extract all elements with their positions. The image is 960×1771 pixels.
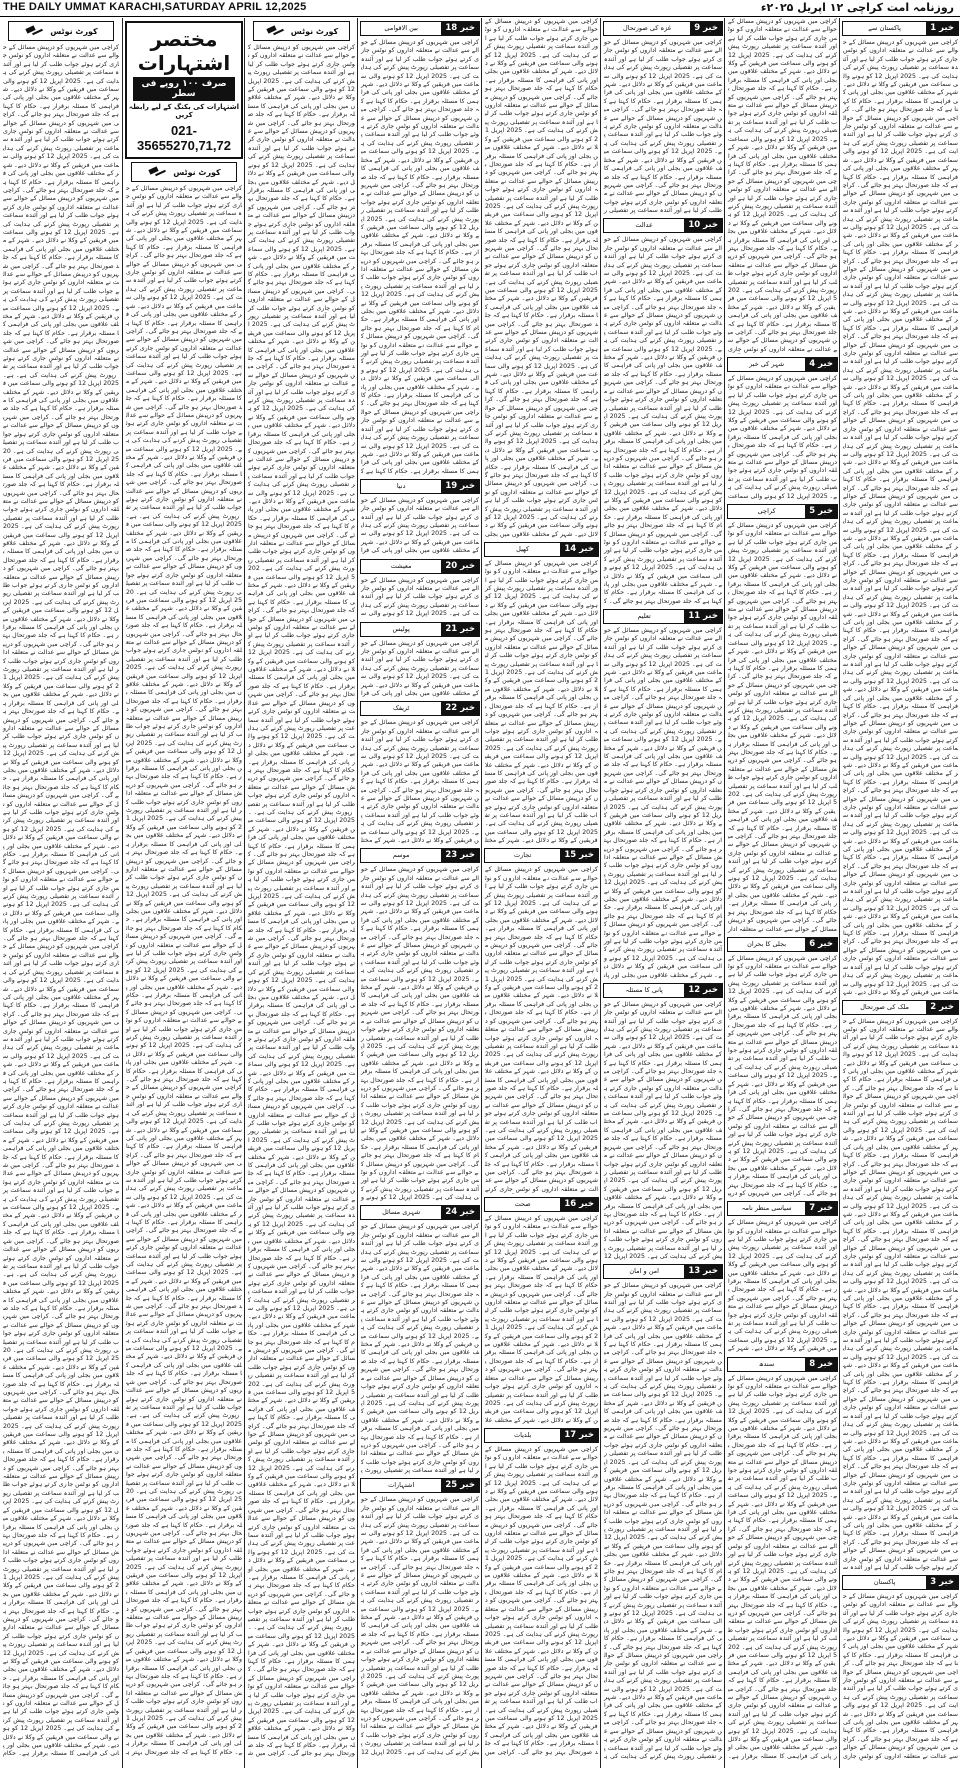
masthead-urdu-title: روزنامہ امت کراچی ۱۲ اپریل ۲۰۲۵ء (760, 1, 954, 14)
section-header-14: خبر 14 کھیل (484, 542, 599, 557)
article-11-text: کراچی میں شہریوں کو درپیش مسائل کے حوالے سے عدالت نے متعلقہ اداروں کو نوٹس جاری کرتے ہوئے جواب طلب کر لیا ہے اور آئندہ سماعت پر تفصیلی رپورٹ پیش کرنے کی ہدایت کی ہے۔ 2025 اپریل 12 کو ہونے والی سماعت میں فریقین کے وکلا نے دلائل دیے۔ شہر کے مختلف علاقوں میں بجلی اور پانی کی فراہمی کا مسئلہ برقرار ہے۔ حکام کا کہنا ہے کہ جلد صورتحال بہتر ہو جائے گی۔ کراچی میں شہریوں کو درپیش مسائل کے حوالے سے عدالت نے متعلقہ اداروں کو نوٹس جاری کرتے ہوئے جواب طلب کر لیا ہے اور آئندہ سماعت پر تفصیلی رپورٹ پیش کرنے کی ہدایت کی ہے۔ 2025 اپریل 12 کو ہونے والی سماعت میں فریقین کے وکلا نے دلائل دیے۔ شہر کے مختلف علاقوں میں بجلی اور پانی کی فراہمی کا مسئلہ برقرار ہے۔ حکام کا کہنا ہے کہ جلد صورتحال بہتر ہو جائے گی۔ کراچی میں شہریوں کو درپیش مسائل کے حوالے سے عدالت نے متعلقہ اداروں کو نوٹس جاری کرتے ہوئے جواب طلب کر لیا ہے اور آئندہ سماعت پر تفصیلی رپورٹ پیش کرنے کی ہدایت کی ہے۔ 2025 اپریل 12 کو ہونے والی سماعت میں فریقین کے وکلا نے دلائل دیے۔ شہر کے مختلف علاقوں میں بجلی اور پانی کی فراہمی کا مسئلہ برقرار ہے۔ حکام کا کہنا ہے کہ جلد صورتحال بہتر ہو جائے گی۔ کراچی میں شہریوں کو درپیش مسائل کے حوالے سے عدالت نے متعلقہ اداروں کو نوٹس جاری کرتے ہوئے جواب طلب کر لیا ہے اور آئندہ سماعت پر تفصیلی رپورٹ پیش کرنے کی ہدایت کی ہے۔ 2025 اپریل 12 کو ہونے والی سماعت میں فریقین کے وکلا نے دلائل دیے۔ شہر کے مختلف علاقوں میں بجلی اور پانی کی فراہمی کا مسئلہ برقرار ہے۔ حکام کا کہنا ہے کہ جلد صورتحال بہتر ہو جائے گی۔ کراچی میں شہریوں کو درپیش مسائل کے حوالے سے عدالت نے متعلقہ اداروں کو نوٹس جاری کرتے ہوئے جواب طلب کر لیا ہے اور آئندہ سماعت پر تفصیلی رپورٹ پیش کرنے کی ہدایت کی ہے۔ 2025 اپریل 12 کو ہونے والی سماعت میں فریقین کے وکلا نے دلائل دیے۔ شہر کے مختلف علاقوں میں بجلی اور پان (603, 626, 722, 979)
court-notice-header: کورٹ نوٹس (8, 21, 114, 41)
section-header-21: خبر 21 پولیس (360, 622, 480, 637)
news-column-e (481, 18, 601, 1768)
news-column-d (357, 18, 482, 1768)
article-23-text: کراچی میں شہریوں کو درپیش مسائل کے حوالے سے عدالت نے متعلقہ اداروں کو نوٹس جاری کرتے ہوئے جواب طلب کر لیا ہے اور آئندہ سماعت پر تفصیلی رپورٹ پیش کرنے کی ہدایت کی ہے۔ 2025 اپریل 12 کو ہونے والی سماعت میں فریقین کے وکلا نے دلائل دیے۔ شہر کے مختلف علاقوں میں بجلی اور پانی کی فراہمی کا مسئلہ برقرار ہے۔ حکام کا کہنا ہے کہ جلد صورتحال بہتر ہو جائے گی۔ کراچی میں شہریوں کو درپیش مسائل کے حوالے سے عدالت نے متعلقہ اداروں کو نوٹس جاری کرتے ہوئے جواب طلب کر لیا ہے اور آئندہ سماعت پر تفصیلی رپورٹ پیش کرنے کی ہدایت کی ہے۔ 2025 اپریل 12 کو ہونے والی سماعت میں فریقین کے وکلا نے دلائل دیے۔ شہر کے مختلف علاقوں میں بجلی اور پانی کی فراہمی کا مسئلہ برقرار ہے۔ حکام کا کہنا ہے کہ جلد صورتحال بہتر ہو جائے گی۔ کراچی میں شہریوں کو درپیش مسائل کے حوالے سے عدالت نے متعلقہ اداروں کو نوٹس جاری کرتے ہوئے جواب طلب کر لیا ہے اور آئندہ سماعت پر تفصیلی رپورٹ پیش کرنے کی ہدایت کی ہے۔ 2025 اپریل 12 کو ہونے والی سماعت میں فریقین کے وکلا نے دلائل دیے۔ شہر کے مختلف علاقوں میں بجلی اور پانی کی فراہمی کا مسئلہ برقرار ہے۔ حکام کا کہنا ہے کہ جلد صورتحال بہتر ہو جائے گی۔ کراچی میں شہریوں کو درپیش مسائل کے حوالے سے عدالت نے متعلقہ اداروں کو نوٹس جاری کرتے ہوئے جواب طلب کر لیا ہے اور آئندہ سماعت پر تفصیلی رپورٹ پیش کرنے کی ہدایت کی ہے۔ 2025 اپریل 12 کو ہونے والی سماعت میں فریقین کے وکلا نے دلائل دیے۔ شہر کے مختلف علاقوں میں بجلی اور پانی کی فراہمی کا مسئلہ برقرار ہے۔ حکام کا کہنا ہے کہ جلد صورتحال بہتر ہو جائے گی۔ کراچی میں شہریوں کو درپیش مسائل کے حوالے سے عدالت نے متعلقہ اداروں کو نوٹس جاری کرتے ہوئے جواب طلب کر لیا ہے اور آئندہ سماعت پر تفصیلی رپورٹ پیش کرنے کی ہدایت کی ہے۔ 2025 اپریل 12 کو ہونے و (360, 866, 479, 1202)
article-15-text: کراچی میں شہریوں کو درپیش مسائل کے حوالے سے عدالت نے متعلقہ اداروں کو نوٹس جاری کرتے ہوئے جواب طلب کر لیا ہے اور آئندہ سماعت پر تفصیلی رپورٹ پیش کرنے کی ہدایت کی ہے۔ 2025 اپریل 12 کو ہونے والی سماعت میں فریقین کے وکلا نے دلائل دیے۔ شہر کے مختلف علاقوں میں بجلی اور پانی کی فراہمی کا مسئلہ برقرار ہے۔ حکام کا کہنا ہے کہ جلد صورتحال بہتر ہو جائے گی۔ کراچی میں شہریوں کو درپیش مسائل کے حوالے سے عدالت نے متعلقہ اداروں کو نوٹس جاری کرتے ہوئے جواب طلب کر لیا ہے اور آئندہ سماعت پر تفصیلی رپورٹ پیش کرنے کی ہدایت کی ہے۔ 2025 اپریل 12 کو ہونے والی سماعت میں فریقین کے وکلا نے دلائل دیے۔ شہر کے مختلف علاقوں میں بجلی اور پانی کی فراہمی کا مسئلہ برقرار ہے۔ حکام کا کہنا ہے کہ جلد صورتحال بہتر ہو جائے گی۔ کراچی میں شہریوں کو درپیش مسائل کے حوالے سے عدالت نے متعلقہ اداروں کو نوٹس جاری کرتے ہوئے جواب طلب کر لیا ہے اور آئندہ سماعت پر تفصیلی رپورٹ پیش کرنے کی ہدایت کی ہے۔ 2025 اپریل 12 کو ہونے والی سماعت میں فریقین کے وکلا نے دلائل دیے۔ شہر کے مختلف علاقوں میں بجلی اور پانی کی فراہمی کا مسئلہ برقرار ہے۔ حکام کا کہنا ہے کہ جلد صورتحال بہتر ہو جائے گی۔ کراچی میں شہریوں کو درپیش مسائل کے حوالے سے عدالت نے متعلقہ اداروں کو نوٹس جاری کرتے ہوئے جواب طلب کر لیا ہے اور آئندہ سماعت پر تفصیلی رپورٹ پیش کرنے کی ہدایت کی ہے۔ 2025 اپریل 12 کو ہونے والی سماعت میں فریقین کے وکلا نے دلائل دیے۔ شہر کے مختلف علاقوں میں بجلی اور پانی کی فراہمی کا مسئلہ برقرار ہے۔ حکام کا کہنا ہے کہ جلد صورتحال بہتر ہو جائے گی۔ کراچی میں شہریوں کو درپیش مسائل کے حوالے سے عدالت نے متعلقہ اداروں کو نوٹس جاری کرتے (485, 866, 599, 1193)
article-13-text: کراچی میں شہریوں کو درپیش مسائل کے حوالے سے عدالت نے متعلقہ اداروں کو نوٹس جاری کرتے ہوئے جواب طلب کر لیا ہے اور آئندہ سماعت پر تفصیلی رپورٹ پیش کرنے کی ہدایت کی ہے۔ 2025 اپریل 12 کو ہونے والی سماعت میں فریقین کے وکلا نے دلائل دیے۔ شہر کے مختلف علاقوں میں بجلی اور پانی کی فراہمی کا مسئلہ برقرار ہے۔ حکام کا کہنا ہے کہ جلد صورتحال بہتر ہو جائے گی۔ کراچی میں شہریوں کو درپیش مسائل کے حوالے سے عدالت نے متعلقہ اداروں کو نوٹس جاری کرتے ہوئے جواب طلب کر لیا ہے اور آئندہ سماعت پر تفصیلی رپورٹ پیش کرنے کی ہدایت کی ہے۔ 2025 اپریل 12 کو ہونے والی سماعت میں فریقین کے وکلا نے دلائل دیے۔ شہر کے مختلف علاقوں میں بجلی اور پانی کی فراہمی کا مسئلہ برقرار ہے۔ حکام کا کہنا ہے کہ جلد صورتحال بہتر ہو جائے گی۔ کراچی میں شہریوں کو درپیش مسائل کے حوالے سے عدالت نے متعلقہ اداروں کو نوٹس جاری کرتے ہوئے جواب طلب کر لیا ہے اور آئندہ سماعت پر تفصیلی رپورٹ پیش کرنے کی ہدایت کی ہے۔ 2025 اپریل 12 کو ہونے والی سماعت میں فریقین کے وکلا نے دلائل دیے۔ شہر کے مختلف علاقوں میں بجلی اور پانی کی فراہمی کا مسئلہ برقرار ہے۔ حکام کا کہنا ہے کہ جلد صورتحال بہتر ہو جائے گی۔ کراچی میں شہریوں کو درپیش مسائل کے حوالے سے عدالت نے متعلقہ اداروں کو نوٹس جاری کرتے ہوئے جواب طلب کر لیا ہے اور آئندہ سماعت پر تفصیلی رپورٹ پیش کرنے کی ہدایت کی ہے۔ 2025 اپریل 12 کو ہونے والی سماعت میں فریقین کے وکلا نے دلائل دیے۔ شہر کے مختلف علاقوں میں بجلی اور پانی کی فراہمی کا مسئلہ برقرار ہے۔ حکام کا کہنا ہے کہ جلد صورتحال بہتر ہو جائے گی۔ کراچی میں شہریوں کو درپیش مسائل کے حوالے سے عدالت نے متعلقہ اداروں کو نوٹس جاری کرتے ہوئے جواب طلب کر لیا ہے اور آئندہ سماعت پر تفصیلی رپورٹ پیش کرنے کی ہدایت کی ہے۔ 2025 اپریل 12 کو ہونے والی سماعت میں فریقین کے وکلا نے دلائل دیے۔ شہر کے مختلف علاقوں میں بجلی اور پانی کی فراہمی کا مسئلہ برقرار ہے۔ حکام کا کہنا ہے کہ جلد صورتحال بہتر ہو جائے گی۔ کراچی میں شہریوں کو درپیش مسائل کے حوالے سے عدالت نے متعلقہ اداروں کو نوٹس جاری کرتے ہوئے جواب طلب کر لیا ہے اور آئندہ سماعت پر تفصیلی رپورٹ پیش کرنے کی ہدایت کی ہے۔ 2025 اپریل 12 کو ہونے والی سماعت میں فریقین کے وکلا نے دلائل دیے۔ شہر کے مختلف علاقوں میں بجلی اور پانی کی فراہمی کا مسئلہ برقرار ہے۔ حکام کا کہنا ہے کہ جلد صورتحال بہتر ہو جائے گی۔ کراچی میں شہریوں کو درپیش مسائل کے حوالے سے عدالت نے متعلقہ اداروں کو نوٹس جاری کرتے ہوئے جواب طلب کر لیا ہے اور آئندہ سماعت پر تفصیلی رپورٹ پیش کرنے کی ہدایت کی ہ (603, 1282, 722, 1760)
classifieds-column-left (0, 18, 122, 1768)
court-notices-text-3: کراچی میں شہریوں کو درپیش مسائل کے حوالے سے عدالت نے متعلقہ اداروں کو نوٹس جاری کرتے ہوئے جواب طلب کر لیا ہے اور آئندہ سماعت پر تفصیلی رپورٹ پیش کرنے کی ہدایت کی ہے۔ 2025 اپریل 12 کو ہونے والی سماعت میں فریقین کے وکلا نے دلائل دیے۔ شہر کے مختلف علاقوں میں بجلی اور پانی کی فراہمی کا مسئلہ برقرار ہے۔ حکام کا کہنا ہے کہ جلد صورتحال بہتر ہو جائے گی۔ کراچی میں شہریوں کو درپیش مسائل کے حوالے سے عدالت نے متعلقہ اداروں کو نوٹس جاری کرتے ہوئے جواب طلب کر لیا ہے اور آئندہ سماعت پر تفصیلی رپورٹ پیش کرنے کی ہدایت کی ہے۔ 2025 اپریل 12 کو ہونے والی سماعت میں فریقین کے وکلا نے دلائل دیے۔ شہر کے مختلف علاقوں میں بجلی اور پانی کی فراہمی کا مسئلہ برقرار ہے۔ حکام کا کہنا ہے کہ جلد صورتحال بہتر ہو جائے گی۔ کراچی میں شہریوں کو درپیش مسائل کے حوالے سے عدالت نے متعلقہ اداروں کو نوٹس جاری کرتے ہوئے جواب طلب کر لیا ہے اور آئندہ سماعت پر تفصیلی رپورٹ پیش کرنے کی ہدایت کی ہے۔ 2025 اپریل 12 کو ہونے والی سماعت میں فریقین کے وکلا نے دلائل دیے۔ شہر کے مختلف علاقوں میں بجلی اور پانی کی فراہمی کا مسئلہ برقرار ہے۔ حکام کا کہنا ہے کہ جلد صورتحال بہتر ہو جائے گی۔ کراچی میں شہریوں کو درپیش مسائل کے حوالے سے عدالت نے متعلقہ اداروں کو نوٹس جاری کرتے ہوئے جواب طلب کر لیا ہے اور آئندہ سماعت پر تفصیلی رپورٹ پیش کرنے کی ہدایت کی ہے۔ 2025 اپریل 12 کو ہونے والی سماعت میں فریقین کے وکلا نے دلائل دیے۔ شہر کے مختلف علاقوں میں بجلی اور پانی کی فراہمی کا مسئلہ برقرار ہے۔ حکام کا کہنا ہے کہ جلد صورتحال بہتر ہو جائے گی۔ کراچی میں شہریوں کو درپیش مسائل کے حوالے سے عدالت نے متعلقہ اداروں کو نوٹس جاری کرتے ہوئے جواب طلب کر لیا ہے اور آئندہ سماعت پر تفصیلی رپورٹ پیش کرنے کی ہدایت کی ہے۔ 2025 اپریل 12 کو ہونے والی سماعت میں فریقین کے وکلا نے دلائل دیے۔ شہر کے مختلف علاقوں میں بجلی اور پانی کی فراہمی کا مسئلہ برقرار ہے۔ حکام کا کہنا ہے کہ جلد صورتحال بہتر ہو جائے گی۔ کراچی میں شہریوں کو درپیش مسائل کے حوالے سے عدالت نے متعلقہ اداروں کو نوٹس جاری کرتے ہوئے جواب طلب کر لیا ہے اور آئندہ سماعت پر تفصیلی رپورٹ پیش کرنے کی ہدایت کی ہے۔ 2025 اپریل 12 کو ہونے والی سماعت میں فریقین کے وکلا نے دلائل دیے۔ شہر کے مختلف علاقوں میں بجلی اور پانی کی فراہمی کا مسئلہ برقرار ہے۔ حکام کا کہنا ہے کہ جلد صورتحال بہتر ہو جائے گی۔ کراچی میں شہریوں کو درپیش مسائل کے حوالے سے عدالت نے متعلقہ اداروں کو نوٹس جاری کرتے ہوئے جواب طلب کر لیا ہے اور آئندہ سماعت پر تفصیلی رپورٹ پیش کرنے کی ہدایت کی ہے۔ 2025 اپریل 12 کو ہونے والی سماعت میں فریقین کے وکلا نے دلائل دیے۔ شہر کے مختلف علاقوں میں بجلی اور پانی کی فراہمی کا مسئلہ برقرار ہے۔ حکام کا کہنا ہے کہ جلد صورتحال بہتر ہو جائے گی۔ کراچی میں شہریوں کو درپیش مسائل کے حوالے سے عدالت نے متعلقہ اداروں کو نوٹس جاری کرتے ہوئے جواب طلب کر لیا ہے اور آئندہ سماعت پر تفصیلی رپورٹ پیش کرنے کی ہدایت کی ہے۔ 2025 اپریل 12 کو ہونے والی سماعت میں فریقین کے وکلا نے دلائل دیے۔ شہر کے مختلف علاقوں میں بجلی اور پانی کی فراہمی کا مسئلہ برقرار ہے۔ حکام کا کہنا ہے کہ جلد صورتحال بہتر ہو جائے گی۔ کراچی میں شہریوں کو درپیش مسائل کے حوالے سے عدالت نے متعلقہ اداروں کو نوٹس جاری کرتے ہوئے جواب طلب کر لیا ہے اور آئندہ سماعت پر تفصیلی رپورٹ پیش کرنے کی ہدایت کی ہے۔ 2025 اپریل 12 کو ہونے والی سماعت میں فریقین کے وکلا نے دلائل دیے۔ شہر کے مختلف علاقوں میں بجلی اور پانی کی فراہمی کا مسئلہ برقرار ہے۔ حکام کا کہنا ہے کہ جلد صورتحال بہتر ہو جائے گی۔ کراچی میں شہریوں کو درپیش مسائل کے حوالے سے عدالت نے متعلقہ اداروں کو نوٹس جاری کرتے ہوئے جواب طلب کر لیا ہے اور آئندہ سماعت پر تفصیلی رپورٹ پیش کرنے کی ہدایت کی ہے۔ 2025 اپریل 12 کو ہونے والی سماعت میں فریقین کے وکلا نے دلائل دیے۔ شہر کے مختلف علاقوں میں بجلی اور پانی کی فراہمی کا مسئلہ برقرار ہے۔ حکام کا کہنا ہے کہ جلد صورتحال بہتر ہو جائے گی۔ کراچی میں شہریوں کو درپیش مسائل کے حوالے سے عدالت نے متعلقہ اداروں کو نوٹس جاری کرتے ہوئے جواب طلب کر لیا ہے اور آئندہ سماعت پر تفصیلی رپورٹ پیش کرنے کی ہدایت کی ہے۔ 2025 اپریل 12 کو ہونے والی سماعت میں فریقین کے وکلا نے دلائل دیے۔ شہر کے مختلف علاقوں میں بجلی اور پانی کی فراہمی کا مسئلہ برقرار ہے۔ حکام کا کہنا ہے کہ جلد صورتحال بہتر ہو جائے گی۔ کراچی میں شہریوں کو درپیش مسائل کے حوالے سے عدالت نے متعلقہ اداروں کو نوٹس جاری کرتے ہوئے جواب طلب کر لیا ہے اور آئندہ سماعت پر تفصیلی رپورٹ پیش کرنے کی ہدایت کی ہے۔ 2025 اپریل 12 کو ہونے والی سماعت میں فریقین کے وکلا نے دلائل دیے۔ شہر کے مختلف علاقوں میں بجلی اور پانی کی فراہمی کا مسئلہ برقرار ہے۔ حکام کا کہنا ہے کہ جلد صورتحال بہتر ہو جائے گی۔ کراچی میں شہریوں کو درپیش مسائل کے حوالے سے عدالت نے متعلقہ اداروں کو نوٹس جاری کرتے ہوئے جواب طلب کر لیا ہے اور آئندہ سماعت پر تفصیلی رپورٹ پیش کرنے کی ہدایت کی ہے۔ 2025 اپریل 12 کو ہونے والی سماعت میں فریقین کے وکلا نے دلائل دیے۔ شہر کے مختلف علاقوں میں بجلی اور پانی کی فراہمی کا مسئلہ برقرار ہے۔ حکام کا کہنا ہے کہ جلد صورتحال بہتر ہو جائے گی۔ کراچی میں شہریوں کو درپیش مسائل کے حوالے سے عدالت نے متعلقہ اداروں کو نوٹس جاری کرتے ہوئے جواب طلب کر لیا ہے اور آئندہ سماعت پر تفصیلی رپورٹ پیش کرنے کی ہدایت کی ہے۔ 2025 اپریل 12 کو ہونے والی سماعت میں فریقین کے وکلا نے دلائل دیے۔ شہر کے مختلف علاقوں میں بجلی اور پانی کی فراہمی کا مسئلہ برقرار ہے۔ حکام کا کہنا ہے کہ جلد صورتحال بہتر ہو جائے گی۔ کراچی میں شہریوں کو درپیش مسائل کے حوالے سے عدالت نے متعلقہ اداروں کو نوٹس جاری کرتے ہوئے جواب طلب کر لیا ہے اور آئندہ سماعت پر تفصیلی رپورٹ پیش کرنے کی ہدایت کی ہے۔ 2025 اپریل 12 کو ہونے والی سماعت میں فریقین کے وکلا نے دلائل دیے۔ شہر کے مختلف علاقوں میں بجلی اور پانی کی فراہمی کا مسئلہ برقرار ہے۔ حکام کا کہنا ہے کہ جلد صورتحال بہتر ہو جائے گی۔ کراچی میں شہریوں کو درپیش مسائل کے حوالے سے عدالت نے متعلقہ اداروں کو نوٹس جاری کرتے ہوئے جواب طلب کر لیا ہے اور آئندہ سماعت پر تفصیلی رپورٹ پیش کرنے کی ہدایت کی ہے۔ 2025 اپریل 12 کو ہونے والی سماعت میں فریقین کے وکلا نے دلائل دیے۔ شہر کے مختلف علاقوں میں بجلی اور پانی کی فراہمی کا مسئلہ برقرار ہے۔ حکام کا کہنا ہے کہ جلد صورتحال بہتر ہو جائے گی۔ کراچی میں شہریوں کو درپیش مسائل کے حوالے سے عدالت نے متعلقہ اداروں کو نوٹس جاری کرتے ہوئے جواب طلب کر لیا ہے اور آئندہ سماعت پر تفصیلی رپورٹ پیش کرنے کی ہدایت کی ہے۔ 2025 اپریل 12 کو ہونے والی سماعت میں فریقین کے وکلا نے دلائل دیے۔ شہر کے مختلف علاقوں میں بجلی اور پانی کی فراہمی کا مسئلہ برقرار ہے۔ حکام کا کہنا ہے کہ جلد صورتحال بہتر ہو جائے گی۔ کراچی میں شہریوں کو درپیش مسائل کے حوالے سے عدالت نے متعلقہ اداروں کو نوٹس جاری کرتے ہوئے جواب طلب کر لیا ہے اور آئندہ سماعت پر تفصیلی رپورٹ پیش کرنے کی ہدایت کی ہے۔ 2025 اپریل 12 کو ہونے والی سماعت میں فریقین کے وکلا نے دلائل دیے۔ شہر کے مختلف علاقوں میں بجلی اور پانی کی فراہمی کا مسئلہ برقرار ہے۔ حکام کا کہنا ہے کہ جلد صورتحال بہتر ہو جائے گی۔ کراچی میں شہریوں کو درپیش مسائل کے حوالے سے عدالت نے متعلقہ اداروں کو نوٹس جاری کرتے ہوئے جواب طلب کر لیا ہے اور آئندہ سماعت پر تفصیلی رپورٹ پیش کرنے کی ہدایت کی ہے۔ 2025 اپریل 12 کو ہونے والی سماعت میں فریقین کے وکلا نے دلائل دیے۔ شہر کے مختلف علاقوں میں بجلی اور پانی کی فراہمی کا مسئلہ برقرار ہے۔ حکام کا کہنا ہے کہ جلد صورتحال بہتر ہو جائے گی۔ کراچی میں شہریوں کو درپیش مسائل کے حوالے سے عدالت نے متعلقہ اداروں کو نوٹس جاری کرتے ہوئے جواب طلب کر لیا ہے اور آئندہ سماعت پر تفصیلی رپورٹ پیش کرنے کی ہدایت کی ہے۔ 2025 اپریل 12 کو ہونے والی سماعت میں فریقین کے وکلا نے دلائل دیے۔ شہر کے مختلف علاقوں میں بجلی اور پانی کی فراہمی کا مسئلہ برقرار ہے۔ حکام کا کہنا ہے کہ جلد صورتحال بہتر ہو جائے گی۔ کراچی میں شہریوں کو درپیش مسائل کے حوالے سے عدالت نے متعلقہ اداروں کو نوٹس جاری کرتے ہوئے جواب طلب کر لیا ہے اور آئندہ سماعت پر تفصیلی رپورٹ پیش کرنے کی ہدایت کی ہے۔ 2025 اپریل 12 کو ہونے والی سماعت میں فریقین کے وکلا نے دلائل دیے۔ شہر کے مختلف علاقوں میں بجلی اور پانی کی فراہمی کا مسئلہ برقرار ہے۔ حکام کا کہنا ہے کہ جلد صورتحال بہتر ہو جائے گی۔ کراچی میں ش (247, 44, 356, 1758)
article-2-text: کراچی میں شہریوں کو درپیش مسائل کے حوالے سے عدالت نے متعلقہ اداروں کو نوٹس جاری کرتے ہوئے جواب طلب کر لیا ہے اور آئندہ سماعت پر تفصیلی رپورٹ پیش کرنے کی ہدایت کی ہے۔ 2025 اپریل 12 کو ہونے والی سماعت میں فریقین کے وکلا نے دلائل دیے۔ شہر کے مختلف علاقوں میں بجلی اور پانی کی فراہمی کا مسئلہ برقرار ہے۔ حکام کا کہنا ہے کہ جلد صورتحال بہتر ہو جائے گی۔ کراچی میں شہریوں کو درپیش مسائل کے حوالے سے عدالت نے متعلقہ اداروں کو نوٹس جاری کرتے ہوئے جواب طلب کر لیا ہے اور آئندہ سماعت پر تفصیلی رپورٹ پیش کرنے کی ہدایت کی ہے۔ 2025 اپریل 12 کو ہونے والی سماعت میں فریقین کے وکلا نے دلائل دیے۔ شہر کے مختلف علاقوں میں بجلی اور پانی کی فراہمی کا مسئلہ برقرار ہے۔ حکام کا کہنا ہے کہ جلد صورتحال بہتر ہو جائے گی۔ کراچی میں شہریوں کو درپیش مسائل کے حوالے سے عدالت نے متعلقہ اداروں کو نوٹس جاری کرتے ہوئے جواب طلب کر لیا ہے اور آئندہ سماعت پر تفصیلی رپورٹ پیش کرنے کی ہدایت کی ہے۔ 2025 اپریل 12 کو ہونے والی سماعت میں فریقین کے وکلا نے دلائل دیے۔ شہر کے مختلف علاقوں میں بجلی اور پانی کی فراہمی کا مسئلہ برقرار ہے۔ حکام کا کہنا ہے کہ جلد صورتحال بہتر ہو جائے گی۔ کراچی میں شہریوں کو درپیش مسائل کے حوالے سے عدالت نے متعلقہ اداروں کو نوٹس جاری کرتے ہوئے جواب طلب کر لیا ہے اور آئندہ سماعت پر تفصیلی رپورٹ پیش کرنے کی ہدایت کی ہے۔ 2025 اپریل 12 کو ہونے والی سماعت میں فریقین کے وکلا نے دلائل دیے۔ شہر کے مختلف علاقوں میں بجلی اور پانی کی فراہمی کا مسئلہ برقرار ہے۔ حکام کا کہنا ہے کہ جلد صورتحال بہتر ہو جائے گی۔ کراچی میں شہریوں کو درپیش مسائل کے حوالے سے عدالت نے متعلقہ اداروں کو نوٹس جاری کرتے ہوئے جواب طلب کر لیا ہے اور آئندہ سماعت پر تفصیلی رپورٹ پیش کرنے کی ہدایت کی ہے۔ 2025 اپریل 12 کو ہونے والی سماعت میں فریقین کے وکلا نے دلائل دیے۔ شہر کے مختلف علاقوں میں بجلی اور پانی کی فراہمی کا مسئلہ برقرار ہے۔ حکام کا کہنا ہے کہ جلد صورتحال بہتر ہو جائے گی۔ کراچی میں شہریوں کو درپیش مسائل کے حوالے سے عدالت نے متعلقہ اداروں کو نوٹس جاری کرتے ہوئے جواب طلب کر لیا ہے اور آئندہ سماعت پر تفصیلی رپورٹ پیش کرنے کی ہدایت کی ہے۔ 2025 اپریل 12 کو ہونے والی سماعت میں فریقین کے وکلا نے دلائل دیے۔ شہر کے مختلف علاقوں میں بجلی اور پانی کی فراہمی کا مسئلہ برقرار ہے۔ حکام کا کہنا ہے کہ جلد صورتحال بہتر ہو جائے گی۔ کراچی میں شہریوں کو درپیش مسائل کے حوالے سے عدالت نے متعلقہ اداروں کو نوٹس جاری کرتے ہوئے جواب طلب کر لیا ہے اور آئندہ سماعت پر تفصیلی رپورٹ پیش کرنے کی ہدایت کی ہے۔ 2025 اپریل 12 کو ہونے والی سماعت میں فریقین کے وکلا نے دلائل دیے۔ شہر کے مختلف علاقوں میں بجلی اور پانی کی فراہمی کا مسئلہ برقرار ہے۔ حکام کا کہنا ہے کہ جلد صورتحال بہتر ہو جائے گی۔ کراچی میں شہریوں کو درپیش مسائل کے حوالے سے عدالت نے متعلقہ اداروں کو نوٹس جاری کرتے ہوئے جواب طلب کر لیا ہے اور آئندہ س (843, 1017, 958, 1571)
classifieds-column-center (244, 18, 358, 1768)
article-5-text: کراچی میں شہریوں کو درپیش مسائل کے حوالے سے عدالت نے متعلقہ اداروں کو نوٹس جاری کرتے ہوئے جواب طلب کر لیا ہے اور آئندہ سماعت پر تفصیلی رپورٹ پیش کرنے کی ہدایت کی ہے۔ 2025 اپریل 12 کو ہونے والی سماعت میں فریقین کے وکلا نے دلائل دیے۔ شہر کے مختلف علاقوں میں بجلی اور پانی کی فراہمی کا مسئلہ برقرار ہے۔ حکام کا کہنا ہے کہ جلد صورتحال بہتر ہو جائے گی۔ کراچی میں شہریوں کو درپیش مسائل کے حوالے سے عدالت نے متعلقہ اداروں کو نوٹس جاری کرتے ہوئے جواب طلب کر لیا ہے اور آئندہ سماعت پر تفصیلی رپورٹ پیش کرنے کی ہدایت کی ہے۔ 2025 اپریل 12 کو ہونے والی سماعت میں فریقین کے وکلا نے دلائل دیے۔ شہر کے مختلف علاقوں میں بجلی اور پانی کی فراہمی کا مسئلہ برقرار ہے۔ حکام کا کہنا ہے کہ جلد صورتحال بہتر ہو جائے گی۔ کراچی میں شہریوں کو درپیش مسائل کے حوالے سے عدالت نے متعلقہ اداروں کو نوٹس جاری کرتے ہوئے جواب طلب کر لیا ہے اور آئندہ سماعت پر تفصیلی رپورٹ پیش کرنے کی ہدایت کی ہے۔ 2025 اپریل 12 کو ہونے والی سماعت میں فریقین کے وکلا نے دلائل دیے۔ شہر کے مختلف علاقوں میں بجلی اور پانی کی فراہمی کا مسئلہ برقرار ہے۔ حکام کا کہنا ہے کہ جلد صورتحال بہتر ہو جائے گی۔ کراچی میں شہریوں کو درپیش مسائل کے حوالے سے عدالت نے متعلقہ اداروں کو نوٹس جاری کرتے ہوئے جواب طلب کر لیا ہے اور آئندہ سماعت پر تفصیلی رپورٹ پیش کرنے کی ہدایت کی ہے۔ 2025 اپریل 12 کو ہونے والی سماعت میں فریقین کے وکلا نے دلائل دیے۔ شہر کے مختلف علاقوں میں بجلی اور پانی کی فراہمی کا مسئلہ برقرار ہے۔ حکام کا کہنا ہے کہ جلد صورتحال بہتر ہو جائے گی۔ کراچی میں شہریوں کو درپیش مسائل کے حوالے سے عدالت نے متعلقہ اداروں کو نوٹس جاری کرتے ہوئے جواب طلب کر لیا ہے اور آئندہ سماعت پر تفصیلی رپورٹ پیش کرنے کی ہدایت کی ہے۔ 2025 اپریل 12 کو ہونے والی سماعت میں فریقین کے وکلا نے دلائل دیے۔ شہر کے مختلف علاقوں میں بجلی اور پانی کی فراہمی کا مسئلہ برقرار ہے۔ حکام کا کہنا ہے کہ جلد صورتحال بہتر ہو جائے گی۔ کراچی میں شہریوں کو درپیش مسائل کے حوالے سے عدالت نے متعلقہ ادار (728, 522, 838, 933)
section-header-9: خبر 9 غزہ کی صورتحال (603, 21, 723, 36)
gavel-icon (265, 26, 285, 36)
article-16-text: کراچی میں شہریوں کو درپیش مسائل کے حوالے سے عدالت نے متعلقہ اداروں کو نوٹس جاری کرتے ہوئے جواب طلب کر لیا ہے اور آئندہ سماعت پر تفصیلی رپورٹ پیش کرنے کی ہدایت کی ہے۔ 2025 اپریل 12 کو ہونے والی سماعت میں فریقین کے وکلا نے دلائل دیے۔ شہر کے مختلف علاقوں میں بجلی اور پانی کی فراہمی کا مسئلہ برقرار ہے۔ حکام کا کہنا ہے کہ جلد صورتحال بہتر ہو جائے گی۔ کراچی میں شہریوں کو درپیش مسائل کے حوالے سے عدالت نے متعلقہ اداروں کو نوٹس جاری کرتے ہوئے جواب طلب کر لیا ہے اور آئندہ سماعت پر تفصیلی رپورٹ پیش کرنے کی ہدایت کی ہے۔ 2025 اپریل 12 کو ہونے والی سماعت میں فریقین کے وکلا نے دلائل دیے۔ شہر کے مختلف علاقوں میں بجلی اور پانی کی فراہمی کا مسئلہ برقرار ہے۔ حکام کا کہنا ہے کہ جلد صورتحال بہتر ہو جائے گی۔ کراچی میں شہریوں کو درپیش مسائل کے حوالے سے عدالت نے متعلقہ اداروں کو نوٹس جاری کرتے ہوئے جواب طلب کر لیا ہے اور آئندہ سماعت پر تفصیلی رپورٹ پیش کرنے کی ہدایت کی ہے۔ 2025 اپریل 12 کو ہونے والی سماعت میں فریقین کے وکلا نے دلائل دیے۔ شہر کے مختلف علا (485, 1214, 599, 1424)
article-24-text: کراچی میں شہریوں کو درپیش مسائل کے حوالے سے عدالت نے متعلقہ اداروں کو نوٹس جاری کرتے ہوئے جواب طلب کر لیا ہے اور آئندہ سماعت پر تفصیلی رپورٹ پیش کرنے کی ہدایت کی ہے۔ 2025 اپریل 12 کو ہونے والی سماعت میں فریقین کے وکلا نے دلائل دیے۔ شہر کے مختلف علاقوں میں بجلی اور پانی کی فراہمی کا مسئلہ برقرار ہے۔ حکام کا کہنا ہے کہ جلد صورتحال بہتر ہو جائے گی۔ کراچی میں شہریوں کو درپیش مسائل کے حوالے سے عدالت نے متعلقہ اداروں کو نوٹس جاری کرتے ہوئے جواب طلب کر لیا ہے اور آئندہ سماعت پر تفصیلی رپورٹ پیش کرنے کی ہدایت کی ہے۔ 2025 اپریل 12 کو ہونے والی سماعت میں فریقین کے وکلا نے دلائل دیے۔ شہر کے مختلف علاقوں میں بجلی اور پانی کی فراہمی کا مسئلہ برقرار ہے۔ حکام کا کہنا ہے کہ جلد صورتحال بہتر ہو جائے گی۔ کراچی میں شہریوں کو درپیش مسائل کے حوالے سے عدالت نے متعلقہ اداروں کو نوٹس جاری کرتے ہوئے جواب طلب کر لیا ہے اور آئندہ سماعت پر تفصیلی رپورٹ پیش کرنے کی ہدایت کی ہے۔ 2025 اپریل 12 کو ہونے والی سماعت میں فریقین کے وکلا نے دلائل دیے۔ شہر کے مختلف علاقوں میں بجلی اور پانی کی فراہمی کا مسئلہ برقرار ہے۔ حکام کا کہنا ہے کہ جلد صورتحال بہتر ہو جائے گی۔ کراچی میں شہریوں کو درپیش مسائل کے حوالے سے عدالت نے متعلقہ اداروں کو نوٹس جاری کرتے ہوئے جواب طلب کر لیا ہے اور آئندہ سماعت پر تفصیلی رپورٹ پ (361, 1223, 479, 1475)
court-notice-header-2: کورٹ نوٹس (131, 162, 237, 182)
section-header-6: خبر 6 بجلی کا بحران (727, 937, 838, 952)
article-12-text: کراچی میں شہریوں کو درپیش مسائل کے حوالے سے عدالت نے متعلقہ اداروں کو نوٹس جاری کرتے ہوئے جواب طلب کر لیا ہے اور آئندہ سماعت پر تفصیلی رپورٹ پیش کرنے کی ہدایت کی ہے۔ 2025 اپریل 12 کو ہونے والی سماعت میں فریقین کے وکلا نے دلائل دیے۔ شہر کے مختلف علاقوں میں بجلی اور پانی کی فراہمی کا مسئلہ برقرار ہے۔ حکام کا کہنا ہے کہ جلد صورتحال بہتر ہو جائے گی۔ کراچی میں شہریوں کو درپیش مسائل کے حوالے سے عدالت نے متعلقہ اداروں کو نوٹس جاری کرتے ہوئے جواب طلب کر لیا ہے اور آئندہ سماعت پر تفصیلی رپورٹ پیش کرنے کی ہدایت کی ہے۔ 2025 اپریل 12 کو ہونے والی سماعت میں فریقین کے وکلا نے دلائل دیے۔ شہر کے مختلف علاقوں میں بجلی اور پانی کی فراہمی کا مسئلہ برقرار ہے۔ حکام کا کہنا ہے کہ جلد صورتحال بہتر ہو جائے گی۔ کراچی میں شہریوں کو درپیش مسائل کے حوالے سے عدالت نے متعلقہ اداروں کو نوٹس جاری کرتے ہوئے جواب طلب کر لیا ہے اور آئندہ سماعت پر تفصیلی رپورٹ پیش کرنے کی ہدایت کی ہے۔ 2025 اپریل 12 کو ہونے والی سماعت میں فریقین کے وکلا نے دلائل دیے۔ شہر کے مختلف علاقوں میں بجلی اور پانی کی فراہمی کا مسئلہ برقرار ہے۔ حکام کا کہنا ہے کہ جلد صورتحال بہتر ہو جائے گی۔ کراچی میں شہریوں کو درپیش مسائل کے حوالے سے عدالت نے متعلقہ اداروں کو نوٹس جاری کرتے ہوئے جواب طلب کر لیا ہے اور آئندہ سماعت پر تفصیلی رپورٹ پیش کرنے کی ہدایت کی ہے۔ 2025 اپریل 12 (604, 1000, 722, 1260)
article-6-text: کراچی میں شہریوں کو درپیش مسائل کے حوالے سے عدالت نے متعلقہ اداروں کو نوٹس جاری کرتے ہوئے جواب طلب کر لیا ہے اور آئندہ سماعت پر تفصیلی رپورٹ پیش کرنے کی ہدایت کی ہے۔ 2025 اپریل 12 کو ہونے والی سماعت میں فریقین کے وکلا نے دلائل دیے۔ شہر کے مختلف علاقوں میں بجلی اور پانی کی فراہمی کا مسئلہ برقرار ہے۔ حکام کا کہنا ہے کہ جلد صورتحال بہتر ہو جائے گی۔ کراچی میں شہریوں کو درپیش مسائل کے حوالے سے عدالت نے متعلقہ اداروں کو نوٹس جاری کرتے ہوئے جواب طلب کر لیا ہے اور آئندہ سماعت پر تفصیلی رپورٹ پیش کرنے کی ہدایت کی ہے۔ 2025 اپریل 12 کو ہونے والی سماعت میں فریقین کے وکلا نے دلائل دیے۔ شہر کے مختلف علاقوں میں بجلی اور پانی کی فراہمی کا مسئلہ برقرار ہے۔ حکام کا کہنا ہے کہ جلد صورتحال بہتر ہو جائے گی۔ کراچی میں شہریوں کو درپیش مسائل کے حوالے سے عدالت نے متعلقہ اداروں کو نوٹس جاری کرتے ہوئے جواب طلب کر لیا ہے اور آئندہ سماعت پر تفصیلی رپورٹ پیش کرنے کی ہدایت کی ہے۔ 2025 اپریل 12 کو ہونے والی سماعت میں فریقین کے وکلا نے دلائل دیے۔ شہر کے مختلف علاقوں میں بجلی اور پانی کی فراہمی کا مسئلہ برقرار ہے۔ حکام کا کہنا ہے کہ جلد صورتحال بہتر ہو جائے گی۔ کراچی میں شہریوں کو درپی (728, 954, 838, 1197)
article-1-text: کراچی میں شہریوں کو درپیش مسائل کے حوالے سے عدالت نے متعلقہ اداروں کو نوٹس جاری کرتے ہوئے جواب طلب کر لیا ہے اور آئندہ سماعت پر تفصیلی رپورٹ پیش کرنے کی ہدایت کی ہے۔ 2025 اپریل 12 کو ہونے والی سماعت میں فریقین کے وکلا نے دلائل دیے۔ شہر کے مختلف علاقوں میں بجلی اور پانی کی فراہمی کا مسئلہ برقرار ہے۔ حکام کا کہنا ہے کہ جلد صورتحال بہتر ہو جائے گی۔ کراچی میں شہریوں کو درپیش مسائل کے حوالے سے عدالت نے متعلقہ اداروں کو نوٹس جاری کرتے ہوئے جواب طلب کر لیا ہے اور آئندہ سماعت پر تفصیلی رپورٹ پیش کرنے کی ہدایت کی ہے۔ 2025 اپریل 12 کو ہونے والی سماعت میں فریقین کے وکلا نے دلائل دیے۔ شہر کے مختلف علاقوں میں بجلی اور پانی کی فراہمی کا مسئلہ برقرار ہے۔ حکام کا کہنا ہے کہ جلد صورتحال بہتر ہو جائے گی۔ کراچی میں شہریوں کو درپیش مسائل کے حوالے سے عدالت نے متعلقہ اداروں کو نوٹس جاری کرتے ہوئے جواب طلب کر لیا ہے اور آئندہ سماعت پر تفصیلی رپورٹ پیش کرنے کی ہدایت کی ہے۔ 2025 اپریل 12 کو ہونے والی سماعت میں فریقین کے وکلا نے دلائل دیے۔ شہر کے مختلف علاقوں میں بجلی اور پانی کی فراہمی کا مسئلہ برقرار ہے۔ حکام کا کہنا ہے کہ جلد صورتحال بہتر ہو جائے گی۔ کراچی میں شہریوں کو درپیش مسائل کے حوالے سے عدالت نے متعلقہ اداروں کو نوٹس جاری کرتے ہوئے جواب طلب کر لیا ہے اور آئندہ سماعت پر تفصیلی رپورٹ پیش کرنے کی ہدایت کی ہے۔ 2025 اپریل 12 کو ہونے والی سماعت میں فریقین کے وکلا نے دلائل دیے۔ شہر کے مختلف علاقوں میں بجلی اور پانی کی فراہمی کا مسئلہ برقرار ہے۔ حکام کا کہنا ہے کہ جلد صورتحال بہتر ہو جائے گی۔ کراچی میں شہریوں کو درپیش مسائل کے حوالے سے عدالت نے متعلقہ اداروں کو نوٹس جاری کرتے ہوئے جواب طلب کر لیا ہے اور آئندہ سماعت پر تفصیلی رپورٹ پیش کرنے کی ہدایت کی ہے۔ 2025 اپریل 12 کو ہونے والی سماعت میں فریقین کے وکلا نے دلائل دیے۔ شہر کے مختلف علاقوں میں بجلی اور پانی کی فراہمی کا مسئلہ برقرار ہے۔ حکام کا کہنا ہے کہ جلد صورتحال بہتر ہو جائے گی۔ کراچی میں شہریوں کو درپیش مسائل کے حوالے سے عدالت نے متعلقہ اداروں کو نوٹس جاری کرتے ہوئے جواب طلب کر لیا ہے اور آئندہ سماعت پر تفصیلی رپورٹ پیش کرنے کی ہدایت کی ہے۔ 2025 اپریل 12 کو ہونے والی سماعت میں فریقین کے وکلا نے دلائل دیے۔ شہر کے مختلف علاقوں میں بجلی اور پانی کی فراہمی کا مسئلہ برقرار ہے۔ حکام کا کہنا ہے کہ جلد صورتحال بہتر ہو جائے گی۔ کراچی میں شہریوں کو درپیش مسائل کے حوالے سے عدالت نے متعلقہ اداروں کو نوٹس جاری کرتے ہوئے جواب طلب کر لیا ہے اور آئندہ سماعت پر تفصیلی رپورٹ پیش کرنے کی ہدایت کی ہے۔ 2025 اپریل 12 کو ہونے والی سماعت میں فریقین کے وکلا نے دلائل دیے۔ شہر کے مختلف علاقوں میں بجلی اور پانی کی فراہمی کا مسئلہ برقرار ہے۔ حکام کا کہنا ہے کہ جلد صورتحال بہتر ہو جائے گی۔ کراچی میں شہریوں کو درپیش مسائل کے حوالے سے عدالت نے متعلقہ اداروں کو نوٹس جاری کرتے ہوئے جواب طلب کر لیا ہے اور آئندہ سماعت پر تفصیلی رپورٹ پیش کرنے کی ہدایت کی ہے۔ 2025 اپریل 12 کو ہونے والی سماعت میں فریقین کے وکلا نے دلائل دیے۔ شہر کے مختلف علاقوں میں بجلی اور پانی کی فراہمی کا مسئلہ برقرار ہے۔ حکام کا کہنا ہے کہ جلد صورتحال بہتر ہو جائے گی۔ کراچی میں شہریوں کو درپیش مسائل کے حوالے سے عدالت نے متعلقہ اداروں کو نوٹس جاری کرتے ہوئے جواب طلب کر لیا ہے اور آئندہ سماعت پر تفصیلی رپورٹ پیش کرنے کی ہدایت کی ہے۔ 2025 اپریل 12 کو ہونے والی سماعت میں فریقین کے وکلا نے دلائل دیے۔ شہر کے مختلف علاقوں میں بجلی اور پانی کی فراہمی کا مسئلہ برقرار ہے۔ حکام کا کہنا ہے کہ جلد صورتحال بہتر ہو جائے گی۔ کراچی میں شہریوں کو درپیش مسائل کے حوالے سے عدالت نے متعلقہ اداروں کو نوٹس جاری کرتے ہوئے جواب طلب کر لیا ہے اور آئندہ سماعت پر تفصیلی رپورٹ پیش کرنے کی ہدایت کی ہے۔ 2025 اپریل 12 کو ہونے والی سماعت میں فریقین کے وکلا نے دلائل دیے۔ شہر کے مختلف علاقوں میں بجلی اور پانی کی فراہمی کا مسئلہ برقرار ہے۔ حکام کا کہنا ہے کہ جلد صورتحال بہتر ہو جائے گی۔ کراچی میں شہریوں کو درپیش مسائل کے حوالے سے عدالت نے متعلقہ اداروں کو نوٹس جاری کرتے ہوئے جواب طلب کر لیا ہے اور آئندہ سماعت پر تفصیلی رپورٹ پیش کرنے کی ہدایت کی ہے۔ 2025 اپریل 12 کو ہونے والی سماعت میں فریقین کے وکلا نے دلائل دیے۔ شہر کے مختلف علاقوں میں بجلی اور پانی کی فراہمی کا مسئلہ برقرار ہے۔ حکام کا کہنا ہے کہ جلد صورتحال بہتر ہو جائے گی۔ کراچی میں شہریوں کو درپیش مسائل کے حوالے سے عدالت نے متعلقہ اداروں کو نوٹس جاری کرتے ہوئے جواب طلب کر لیا ہے اور آئندہ سماعت پر تفصیلی رپورٹ پیش کرنے کی ہدایت کی ہے۔ 2025 اپریل 12 کو ہونے والی سماعت میں فریقین کے وکلا نے دلائل دیے۔ شہر کے مختلف علاقوں میں بجلی اور پانی کی فراہمی کا مسئلہ برقرار ہے۔ حکام کا کہنا ہے کہ جلد صورتحال بہتر ہو جائے گی۔ کراچی میں شہریوں کو درپیش مسائل کے حوالے سے عدالت نے متعلقہ اداروں کو نوٹس جاری کرتے ہوئے جواب طلب کر لیا ہے اور آئندہ سماعت پر تفصیلی رپورٹ پیش کرنے کی ہدایت کی ہے۔ 2025 اپریل 12 کو ہونے والی سماعت میں فریقین کے وکلا نے دلائل دیے۔ شہ (843, 39, 958, 996)
news-column-f (600, 18, 725, 1768)
section-header-25: خبر 25 اشتہارات (360, 1478, 480, 1493)
section-header-23: خبر 23 موسم (360, 848, 480, 863)
classifieds-column-ads (122, 18, 245, 1768)
article-3-text: کراچی میں شہریوں کو درپیش مسائل کے حوالے سے عدالت نے متعلقہ اداروں کو نوٹس جاری کرتے ہوئے جواب طلب کر لیا ہے اور آئندہ سماعت پر تفصیلی رپورٹ پیش کرنے کی ہدایت کی ہے۔ 2025 اپریل 12 کو ہونے والی سماعت میں فریقین کے وکلا نے دلائل دیے۔ شہر کے مختلف علاقوں میں بجلی اور پانی کی فراہمی کا مسئلہ برقرار ہے۔ حکام کا کہنا ہے کہ جلد صورتحال بہتر ہو جائے گی۔ کراچی میں شہریوں کو درپیش مسائل کے حوالے سے عدالت نے متعلقہ اداروں کو نوٹس جاری کرتے ہوئے جواب طلب کر لیا ہے اور آئندہ سماعت پر تفصیلی رپورٹ پیش کرنے کی ہدایت کی ہے۔ 2025 اپریل 12 کو ہونے والی سماعت میں فریقین کے وکلا نے دلائل دیے۔ شہر کے مختلف علاقوں میں بجلی اور پانی کی فراہمی کا مسئلہ برقرار ہے۔ حکام کا کہنا ہے کہ جلد صورتحال بہتر ہو جائے گی۔ کراچی میں شہریوں کو درپیش مسائل کے حوالے سے عدالت نے متعلقہ اداروں کو نوٹس جاری (843, 1592, 958, 1760)
section-header-3: خبر 3 پاکستان (842, 1575, 959, 1590)
article-18-text: کراچی میں شہریوں کو درپیش مسائل کے حوالے سے عدالت نے متعلقہ اداروں کو نوٹس جاری کرتے ہوئے جواب طلب کر لیا ہے اور آئندہ سماعت پر تفصیلی رپورٹ پیش کرنے کی ہدایت کی ہے۔ 2025 اپریل 12 کو ہونے والی سماعت میں فریقین کے وکلا نے دلائل دیے۔ شہر کے مختلف علاقوں میں بجلی اور پانی کی فراہمی کا مسئلہ برقرار ہے۔ حکام کا کہنا ہے کہ جلد صورتحال بہتر ہو جائے گی۔ کراچی میں شہریوں کو درپیش مسائل کے حوالے سے عدالت نے متعلقہ اداروں کو نوٹس جاری کرتے ہوئے جواب طلب کر لیا ہے اور آئندہ سماعت پر تفصیلی رپورٹ پیش کرنے کی ہدایت کی ہے۔ 2025 اپریل 12 کو ہونے والی سماعت میں فریقین کے وکلا نے دلائل دیے۔ شہر کے مختلف علاقوں میں بجلی اور پانی کی فراہمی کا مسئلہ برقرار ہے۔ حکام کا کہنا ہے کہ جلد صورتحال بہتر ہو جائے گی۔ کراچی میں شہریوں کو درپیش مسائل کے حوالے سے عدالت نے متعلقہ اداروں کو نوٹس جاری کرتے ہوئے جواب طلب کر لیا ہے اور آئندہ سماعت پر تفصیلی رپورٹ پیش کرنے کی ہدایت کی ہے۔ 2025 اپریل 12 کو ہونے والی سماعت میں فریقین کے وکلا نے دلائل دیے۔ شہر کے مختلف علاقوں میں بجلی اور پانی کی فراہمی کا مسئلہ برقرار ہے۔ حکام کا کہنا ہے کہ جلد صورتحال بہتر ہو جائے گی۔ کراچی میں شہریوں کو درپیش مسائل کے حوالے سے عدالت نے متعلقہ اداروں کو نوٹس جاری کرتے ہوئے جواب طلب کر لیا ہے اور آئندہ سماعت پر تفصیلی رپورٹ پیش کرنے کی ہدایت کی ہے۔ 2025 اپریل 12 کو ہونے والی سماعت میں فریقین کے وکلا نے دلائل دیے۔ شہر کے مختلف علاقوں میں بجلی اور پانی کی فراہمی کا مسئلہ برقرار ہے۔ حکام کا کہنا ہے کہ جلد صورتحال بہتر ہو جائے گی۔ کراچی میں شہریوں کو درپیش مسائل کے حوالے سے عدالت نے متعلقہ اداروں کو نوٹس جاری کرتے ہوئے جواب طلب کر لیا ہے اور آئندہ سماعت پر تفصیلی رپورٹ پیش کرنے کی ہدایت کی ہے۔ 2025 اپریل 12 کو ہونے والی سماعت میں فریقین کے وکلا نے دلائل دیے۔ شہر کے مختلف علاقوں میں بجلی اور پانی کی فراہمی کا مسئلہ برقرار ہے۔ حکام کا کہنا ہے کہ جلد صورتحال بہتر ہو جائے گی۔ کراچی میں شہریوں کو درپیش مسائل کے حوالے سے عدالت نے متعلقہ اداروں کو نوٹس جاری کرتے ہوئے جواب طلب کر لیا ہے اور آئندہ سماعت پر تفصیلی رپورٹ پیش کرنے کی ہدایت کی ہے۔ 2025 اپریل 12 کو ہونے والی سماعت میں فریقین کے وکلا نے دلائل دیے۔ شہر کے مختلف علاقوں میں بجلی اور پانی کی فراہمی کا مسئلہ برقرار ہے۔ حکام کا کہنا ہے ک (360, 39, 479, 475)
section-header-8: خبر 8 سندھ (727, 1357, 838, 1372)
short-ads-title: مختصر اشتہارات (137, 27, 231, 75)
article-cont-text: کراچی میں شہریوں کو درپیش مسائل کے حوالے سے عدالت نے متعلقہ اداروں کو نوٹس جاری کرتے ہوئے جواب طلب کر لیا ہے اور آئندہ سماعت پر تفصیلی رپورٹ پیش کرنے کی ہدایت کی ہے۔ 2025 اپریل 12 کو ہونے والی سماعت میں فریقین کے وکلا نے دلائل دیے۔ شہر کے مختلف علاقوں میں بجلی اور پانی کی فراہمی کا مسئلہ برقرار ہے۔ حکام کا کہنا ہے کہ جلد صورتحال بہتر ہو جائے گی۔ کراچی میں شہریوں کو درپیش مسائل کے حوالے سے عدالت نے متعلقہ اداروں کو نوٹس جاری کرتے ہوئے جواب طلب کر لیا ہے اور آئندہ سماعت پر تفصیلی رپورٹ پیش کرنے کی ہدایت کی ہے۔ 2025 اپریل 12 کو ہونے والی سماعت میں فریقین کے وکلا نے دلائل دیے۔ شہر کے مختلف علاقوں میں بجلی اور پانی کی فراہمی کا مسئلہ برقرار ہے۔ حکام کا کہنا ہے کہ جلد صورتحال بہتر ہو جائے گی۔ کراچی میں شہریوں کو درپیش مسائل کے حوالے سے عدالت نے متعلقہ اداروں کو نوٹس جاری کرتے ہوئے جواب طلب کر لیا ہے اور آئندہ سماعت پر تفصیلی رپورٹ پیش کرنے کی ہدایت کی ہے۔ 2025 اپریل 12 کو ہونے والی سماعت میں فریقین کے وکلا نے دلائل دیے۔ شہر کے مختلف علاقوں میں بجلی اور پانی کی فراہمی کا مسئلہ برقرار ہے۔ حکام کا کہنا ہے کہ جلد صورتحال بہتر ہو جائے گی۔ کراچی میں شہریوں کو درپیش مسائل کے حوالے سے عدالت نے متعلقہ اداروں کو نوٹس جاری کرتے ہوئے جواب طلب کر لیا ہے اور آئندہ سماعت پر تفصیلی رپورٹ پیش کرنے کی ہدایت کی ہے۔ 2025 اپریل 12 کو ہونے والی سماعت میں فریقین کے وکلا نے دلائل دیے۔ شہر کے مختلف علاقوں میں بجلی اور پانی کی فراہمی کا مسئلہ برقرار ہے۔ حکام کا کہنا ہے کہ جلد صورتحال بہتر ہو جائے گی۔ کراچی میں شہریوں کو درپیش مسائل کے حوالے سے عدالت نے متعلقہ اداروں کو نوٹس جاری کرتے ہوئے جواب طلب کر لیا ہے اور آئندہ سماعت پر تفصیلی رپورٹ پیش کرنے کی ہدایت کی ہے۔ 2025 اپریل 12 کو ہونے والی سماعت میں فریقین کے وکلا نے دلائل دیے۔ شہر کے مختلف علاقوں میں بجلی اور پانی کی فراہمی کا مسئلہ برقرار ہے۔ حکام کا کہنا ہے کہ جلد صورتحال بہتر ہو جائے گی۔ کراچی میں شہریوں کو درپیش مسائل کے حوالے سے عدالت نے متعلقہ اداروں کو نوٹس جاری کرتے ہوئے جواب طلب کر لیا ہے اور آئندہ سماعت پر تفصیلی رپورٹ پیش کرنے کی ہدایت کی ہے۔ 2025 اپریل 12 کو ہونے والی سماعت میں فریقین کے وکلا نے دلائل دیے۔ شہر کے مختلف علاقوں میں بجلی اور پانی کی فراہمی کا مسئلہ برقرار ہے۔ حکام کا کہنا ہے کہ جلد صورتحال بہتر ہو جائے گی۔ کراچی میں شہریوں کو درپیش مسائل کے حوالے سے عدالت نے متعلقہ اداروں کو نوٹس جاری کرتے ہوئے جواب طلب کر لیا ہے اور آئندہ سماعت پر تفصیلی رپورٹ پیش کرنے کی ہدایت کی ہے۔ 2025 اپریل 12 کو ہونے والی سماعت میں فریقین کے وکلا نے دلائل دیے۔ شہر کے مختلف علاقوں میں بجلی (485, 18, 599, 538)
article-4-text: کراچی میں شہریوں کو درپیش مسائل کے حوالے سے عدالت نے متعلقہ اداروں کو نوٹس جاری کرتے ہوئے جواب طلب کر لیا ہے اور آئندہ سماعت پر تفصیلی رپورٹ پیش کرنے کی ہدایت کی ہے۔ 2025 اپریل 12 کو ہونے والی سماعت میں فریقین کے وکلا نے دلائل دیے۔ شہر کے مختلف علاقوں میں بجلی اور پانی کی فراہمی کا مسئلہ برقرار ہے۔ حکام کا کہنا ہے کہ جلد صورتحال بہتر ہو جائے گی۔ کراچی میں شہریوں کو درپیش مسائل کے حوالے سے عدالت نے متعلقہ اداروں کو نوٹس جاری کرتے ہوئے جواب طلب کر لیا ہے اور آئندہ سماعت پر تفصیلی رپورٹ پیش کرنے کی ہدایت کی ہے۔ 2025 اپریل 12 کو ہونے والی سماعت (728, 375, 838, 500)
short-ads-booking-note: اشتہارات کی بکنگ کے لیے رابطہ کریں (128, 103, 240, 119)
short-ads-box (125, 21, 243, 159)
article-19-text: کراچی میں شہریوں کو درپیش مسائل کے حوالے سے عدالت نے متعلقہ اداروں کو نوٹس جاری کرتے ہوئے جواب طلب کر لیا ہے اور آئندہ سماعت پر تفصیلی رپورٹ پیش کرنے کی ہدایت کی ہے۔ 2025 اپریل 12 کو ہونے والی سماعت میں فریقین کے وکلا نے دلائل دیے۔ شہر کے مختلف علاقوں میں بجلی اور پانی کی فرا (361, 496, 479, 555)
article-22-text: کراچی میں شہریوں کو درپیش مسائل کے حوالے سے عدالت نے متعلقہ اداروں کو نوٹس جاری کرتے ہوئے جواب طلب کر لیا ہے اور آئندہ سماعت پر تفصیلی رپورٹ پیش کرنے کی ہدایت کی ہے۔ 2025 اپریل 12 کو ہونے والی سماعت میں فریقین کے وکلا نے دلائل دیے۔ شہر کے مختلف علاقوں میں بجلی اور پانی کی فراہمی کا مسئلہ برقرار ہے۔ حکام کا کہنا ہے کہ جلد صورتحال بہتر ہو جائے گی۔ کراچی میں شہریوں کو درپیش مسائل کے حوالے سے عدالت نے متعلقہ اداروں کو نوٹس جاری کرتے ہوئے جواب طلب کر لیا ہے اور آئندہ سماعت پر تفصیلی رپورٹ پیش کرنے کی ہدایت کی ہے۔ 2025 اپریل 12 کو ہونے والی سماعت میں فریقین کے وکلا نے دلائل دیے۔ شہر کے مختل (361, 719, 479, 845)
section-header-12: خبر 12 پانی کا مسئلہ (603, 983, 723, 998)
article-21-text: کراچی میں شہریوں کو درپیش مسائل کے حوالے سے عدالت نے متعلقہ اداروں کو نوٹس جاری کرتے ہوئے جواب طلب کر لیا ہے اور آئندہ سماعت پر تفصیلی رپورٹ پیش کرنے کی ہدایت کی ہے۔ 2025 اپریل 12 کو ہونے والی سماعت میں فریقین کے وکلا نے دلائل دیے۔ شہر کے مختلف علاقوں میں بجلی اور پانی کی فرا (361, 639, 479, 698)
section-header-18: خبر 18 بین الاقوامی (360, 21, 480, 36)
section-header-2: خبر 2 ملک کی صورتحال (842, 1000, 959, 1015)
section-header-24: خبر 24 شہری مسائل (360, 1205, 480, 1220)
section-header-17: خبر 17 بلدیات (484, 1428, 599, 1443)
section-header-7: خبر 7 سیاسی منظر نامہ (727, 1201, 838, 1216)
section-header-13: خبر 13 امن و امان (603, 1264, 723, 1279)
article-8-text: کراچی میں شہریوں کو درپیش مسائل کے حوالے سے عدالت نے متعلقہ اداروں کو نوٹس جاری کرتے ہوئے جواب طلب کر لیا ہے اور آئندہ سماعت پر تفصیلی رپورٹ پیش کرنے کی ہدایت کی ہے۔ 2025 اپریل 12 کو ہونے والی سماعت میں فریقین کے وکلا نے دلائل دیے۔ شہر کے مختلف علاقوں میں بجلی اور پانی کی فراہمی کا مسئلہ برقرار ہے۔ حکام کا کہنا ہے کہ جلد صورتحال بہتر ہو جائے گی۔ کراچی میں شہریوں کو درپیش مسائل کے حوالے سے عدالت نے متعلقہ اداروں کو نوٹس جاری کرتے ہوئے جواب طلب کر لیا ہے اور آئندہ سماعت پر تفصیلی رپورٹ پیش کرنے کی ہدایت کی ہے۔ 2025 اپریل 12 کو ہونے والی سماعت میں فریقین کے وکلا نے دلائل دیے۔ شہر کے مختلف علاقوں میں بجلی اور پانی کی فراہمی کا مسئلہ برقرار ہے۔ حکام کا کہنا ہے کہ جلد صورتحال بہتر ہو جائے گی۔ کراچی میں شہریوں کو درپیش مسائل کے حوالے سے عدالت نے متعلقہ اداروں کو نوٹس جاری کرتے ہوئے جواب طلب کر لیا ہے اور آئندہ سماعت پر تفصیلی رپورٹ پیش کرنے کی ہدایت کی ہے۔ 2025 اپریل 12 کو ہونے والی سماعت میں فریقین کے وکلا نے دلائل دیے۔ شہر کے مختلف علاقوں میں بجلی اور پانی کی فراہمی کا مسئلہ برقرار ہے۔ حکام کا کہنا ہے کہ جلد صورتحال بہتر ہو جائے گی۔ کراچی میں شہریوں کو درپیش مسائل کے حوالے سے عدالت نے متعلقہ اداروں کو نوٹس جاری کرتے ہوئے جواب طلب کر لیا ہے اور آئندہ سماعت پر تفصیلی رپورٹ پیش کرنے کی ہدایت کی ہے۔ 2025 اپریل 12 کو ہونے والی سماعت میں فریقین کے وکلا نے دلائل دیے۔ شہر کے مختلف علاقوں میں بجلی اور پانی کی فراہمی کا مسئلہ برقرار ہے۔ حکام کا کہنا ہے کہ جلد صورتحال بہتر ہو جائے گی۔ کراچی میں شہریوں کو درپیش مسائل کے حوالے سے عدالت نے متعلقہ اداروں کو نوٹس جاری کرتے ہوئے جواب طلب کر لیا ہے اور آئندہ سماعت پر تفصیلی رپورٹ پیش کرنے کی ہدایت کی ہے۔ 2025 اپریل 12 کو ہونے والی سماعت میں فریقین کے وکلا نے دلائل دیے۔ شہر کے مختلف علاقوں میں بجلی اور پانی کی فراہمی کا مسئلہ برقرار ہے۔ (728, 1374, 838, 1760)
article-10-text: کراچی میں شہریوں کو درپیش مسائل کے حوالے سے عدالت نے متعلقہ اداروں کو نوٹس جاری کرتے ہوئے جواب طلب کر لیا ہے اور آئندہ سماعت پر تفصیلی رپورٹ پیش کرنے کی ہدایت کی ہے۔ 2025 اپریل 12 کو ہونے والی سماعت میں فریقین کے وکلا نے دلائل دیے۔ شہر کے مختلف علاقوں میں بجلی اور پانی کی فراہمی کا مسئلہ برقرار ہے۔ حکام کا کہنا ہے کہ جلد صورتحال بہتر ہو جائے گی۔ کراچی میں شہریوں کو درپیش مسائل کے حوالے سے عدالت نے متعلقہ اداروں کو نوٹس جاری کرتے ہوئے جواب طلب کر لیا ہے اور آئندہ سماعت پر تفصیلی رپورٹ پیش کرنے کی ہدایت کی ہے۔ 2025 اپریل 12 کو ہونے والی سماعت میں فریقین کے وکلا نے دلائل دیے۔ شہر کے مختلف علاقوں میں بجلی اور پانی کی فراہمی کا مسئلہ برقرار ہے۔ حکام کا کہنا ہے کہ جلد صورتحال بہتر ہو جائے گی۔ کراچی میں شہریوں کو درپیش مسائل کے حوالے سے عدالت نے متعلقہ اداروں کو نوٹس جاری کرتے ہوئے جواب طلب کر لیا ہے اور آئندہ سماعت پر تفصیلی رپورٹ پیش کرنے کی ہدایت کی ہے۔ 2025 اپریل 12 کو ہونے والی سماعت میں فریقین کے وکلا نے دلائل دیے۔ شہر کے مختلف علاقوں میں بجلی اور پانی کی فراہمی کا مسئلہ برقرار ہے۔ حکام کا کہنا ہے کہ جلد صورتحال بہتر ہو جائے گی۔ کراچی میں شہریوں کو درپیش مسائل کے حوالے سے عدالت نے متعلقہ اداروں کو نوٹس جاری کرتے ہوئے جواب طلب کر لیا ہے اور آئندہ سماعت پر تفصیلی رپورٹ پیش کرنے کی ہدایت کی ہے۔ 2025 اپریل 12 کو ہونے والی سماعت میں فریقین کے وکلا نے دلائل دیے۔ شہر کے مختلف علاقوں میں بجلی اور پانی کی فراہمی کا مسئلہ برقرار ہے۔ حکام کا کہنا ہے کہ جلد صورتحال بہتر ہو جائے گی۔ کراچی میں شہریوں کو درپیش مسائل کے حوالے سے عدالت نے متعلقہ اداروں کو نوٹس جاری کرتے ہوئے جواب طلب کر لیا ہے اور آئندہ سماعت پر تفصیلی رپورٹ پیش کرنے کی ہدایت کی ہے۔ 2025 اپریل 12 کو ہونے والی سماعت میں فریقین کے وکلا نے دلائل دیے۔ شہر کے مختلف علاقوں میں بجلی اور پانی کی فراہمی کا مسئلہ برقرار ہے۔ حکام کا کہنا ہے کہ جلد صورتحال بہتر ہو جائے گی۔ ک (603, 236, 722, 605)
section-header-5: خبر 5 کراچی (727, 504, 838, 519)
article-cont-g-text: کراچی میں شہریوں کو درپیش مسائل کے حوالے سے عدالت نے متعلقہ اداروں کو نوٹس جاری کرتے ہوئے جواب طلب کر لیا ہے اور آئندہ سماعت پر تفصیلی رپورٹ پیش کرنے کی ہدایت کی ہے۔ 2025 اپریل 12 کو ہونے والی سماعت میں فریقین کے وکلا نے دلائل دیے۔ شہر کے مختلف علاقوں میں بجلی اور پانی کی فراہمی کا مسئلہ برقرار ہے۔ حکام کا کہنا ہے کہ جلد صورتحال بہتر ہو جائے گی۔ کراچی میں شہریوں کو درپیش مسائل کے حوالے سے عدالت نے متعلقہ اداروں کو نوٹس جاری کرتے ہوئے جواب طلب کر لیا ہے اور آئندہ سماعت پر تفصیلی رپورٹ پیش کرنے کی ہدایت کی ہے۔ 2025 اپریل 12 کو ہونے والی سماعت میں فریقین کے وکلا نے دلائل دیے۔ شہر کے مختلف علاقوں میں بجلی اور پانی کی فراہمی کا مسئلہ برقرار ہے۔ حکام کا کہنا ہے کہ جلد صورتحال بہتر ہو جائے گی۔ کراچی میں شہریوں کو درپیش مسائل کے حوالے سے عدالت نے متعلقہ اداروں کو نوٹس جاری کرتے ہوئے جواب طلب کر لیا ہے اور آئندہ سماعت پر تفصیلی رپورٹ پیش کرنے کی ہدایت کی ہے۔ 2025 اپریل 12 کو ہونے والی سماعت میں فریقین کے وکلا نے دلائل دیے۔ شہر کے مختلف علاقوں میں بجلی اور پانی کی فراہمی کا مسئلہ برقرار ہے۔ حکام کا کہنا ہے کہ جلد صورتحال بہتر ہو جائے گی۔ کراچی میں شہریوں کو درپیش مسائل کے حوالے سے عدالت نے متعلقہ اداروں کو نوٹس جاری کرتے ہوئے جواب طلب کر لیا ہے اور آئندہ سماعت پر تفصیلی رپورٹ پیش کرنے کی ہدایت کی ہے۔ 2025 اپریل 12 کو ہونے والی سماعت میں فریقین کے وکلا نے دلائل دیے۔ شہر کے مختلف علاقوں میں بجلی اور پانی کی فراہمی کا مسئلہ برقرار ہے۔ حکام کا کہنا ہے کہ جلد صورتحال بہتر ہو جائے گی۔ کراچی میں شہریوں کو درپیش مسائل کے حوالے سے عدالت نے متعلقہ اداروں کو نوٹس جاری (728, 18, 838, 353)
section-header-10: خبر 10 عدالت (603, 218, 723, 233)
article-17-text: کراچی میں شہریوں کو درپیش مسائل کے حوالے سے عدالت نے متعلقہ اداروں کو نوٹس جاری کرتے ہوئے جواب طلب کر لیا ہے اور آئندہ سماعت پر تفصیلی رپورٹ پیش کرنے کی ہدایت کی ہے۔ 2025 اپریل 12 کو ہونے والی سماعت میں فریقین کے وکلا نے دلائل دیے۔ شہر کے مختلف علاقوں میں بجلی اور پانی کی فراہمی کا مسئلہ برقرار ہے۔ حکام کا کہنا ہے کہ جلد صورتحال بہتر ہو جائے گی۔ کراچی میں شہریوں کو درپیش مسائل کے حوالے سے عدالت نے متعلقہ اداروں کو نوٹس جاری کرتے ہوئے جواب طلب کر لیا ہے اور آئندہ سماعت پر تفصیلی رپورٹ پیش کرنے کی ہدایت کی ہے۔ 2025 اپریل 12 کو ہونے والی سماعت میں فریقین کے وکلا نے دلائل دیے۔ شہر کے مختلف علاقوں میں بجلی اور پانی کی فراہمی کا مسئلہ برقرار ہے۔ حکام کا کہنا ہے کہ جلد صورتحال بہتر ہو جائے گی۔ کراچی میں شہریوں کو درپیش مسائل کے حوالے سے عدالت نے متعلقہ اداروں کو نوٹس جاری کرتے ہوئے جواب طلب کر لیا ہے اور آئندہ سماعت پر تفصیلی رپورٹ پیش کرنے کی ہدایت کی ہے۔ 2025 اپریل 12 کو ہونے والی سماعت میں فریقین کے وکلا نے دلائل دیے۔ شہر کے مختلف علاقوں میں بجلی اور پانی کی فراہمی کا مسئلہ برقرار ہے۔ حکام کا کہنا ہے کہ جلد صورتحال بہتر ہو جائے گی۔ کراچی میں شہریوں کو درپیش مسائل کے حوالے سے عدالت نے متعلقہ اداروں کو نوٹس جاری کرتے ہوئے جواب طلب کر لیا ہے اور آئندہ سماعت پر تفصیلی رپورٹ پیش کرنے کی ہدایت کی ہے۔ 2025 اپریل 12 کو ہونے والی سماعت میں فریقین کے وکلا نے دلائل دیے۔ شہر کے مختلف علاقوں میں بجلی اور پانی کی فراہمی کا مسئلہ برقرار ہے۔ حکام کا کہنا ہے کہ جلد صورتحال بہتر ہو جائے گی۔ کراچی میں (485, 1445, 599, 1756)
masthead-english-title: THE DAILY UMMAT KARACHI,SATURDAY APRIL 12,2025 (3, 1, 307, 13)
article-7-text: کراچی میں شہریوں کو درپیش مسائل کے حوالے سے عدالت نے متعلقہ اداروں کو نوٹس جاری کرتے ہوئے جواب طلب کر لیا ہے اور آئندہ سماعت پر تفصیلی رپورٹ پیش کرنے کی ہدایت کی ہے۔ 2025 اپریل 12 کو ہونے والی سماعت میں فریقین کے وکلا نے دلائل دیے۔ شہر کے مختلف علاقوں میں بجلی اور پانی کی فراہمی کا مسئلہ برقرار ہے۔ حکام کا کہنا ہے کہ جلد صورتحال بہتر ہو جائے گی۔ کراچی میں شہریوں کو درپیش مسائل کے حوالے سے عدالت نے متعلقہ اداروں کو نوٹس جاری کرتے ہوئے جواب طلب کر لیا ہے اور آئندہ سماعت پر تفصیلی رپورٹ پیش کرنے کی ہدایت کی ہے۔ 2025 اپریل 12 کو ہونے والی سماعت میں فریقین کے وکلا نے دلائل دیے۔ شہر کے (728, 1219, 838, 1353)
section-header-22: خبر 22 ٹریفک (360, 701, 480, 716)
court-notices-text-2: کراچی میں شہریوں کو درپیش مسائل کے حوالے سے عدالت نے متعلقہ اداروں کو نوٹس جاری کرتے ہوئے جواب طلب کر لیا ہے اور آئندہ سماعت پر تفصیلی رپورٹ پیش کرنے کی ہدایت کی ہے۔ 2025 اپریل 12 کو ہونے والی سماعت میں فریقین کے وکلا نے دلائل دیے۔ شہر کے مختلف علاقوں میں بجلی اور پانی کی فراہمی کا مسئلہ برقرار ہے۔ حکام کا کہنا ہے کہ جلد صورتحال بہتر ہو جائے گی۔ کراچی میں شہریوں کو درپیش مسائل کے حوالے سے عدالت نے متعلقہ اداروں کو نوٹس جاری کرتے ہوئے جواب طلب کر لیا ہے اور آئندہ سماعت پر تفصیلی رپورٹ پیش کرنے کی ہدایت کی ہے۔ 2025 اپریل 12 کو ہونے والی سماعت میں فریقین کے وکلا نے دلائل دیے۔ شہر کے مختلف علاقوں میں بجلی اور پانی کی فراہمی کا مسئلہ برقرار ہے۔ حکام کا کہنا ہے کہ جلد صورتحال بہتر ہو جائے گی۔ کراچی میں شہریوں کو درپیش مسائل کے حوالے سے عدالت نے متعلقہ اداروں کو نوٹس جاری کرتے ہوئے جواب طلب کر لیا ہے اور آئندہ سماعت پر تفصیلی رپورٹ پیش کرنے کی ہدایت کی ہے۔ 2025 اپریل 12 کو ہونے والی سماعت میں فریقین کے وکلا نے دلائل دیے۔ شہر کے مختلف علاقوں میں بجلی اور پانی کی فراہمی کا مسئلہ برقرار ہے۔ حکام کا کہنا ہے کہ جلد صورتحال بہتر ہو جائے گی۔ کراچی میں شہریوں کو درپیش مسائل کے حوالے سے عدالت نے متعلقہ اداروں کو نوٹس جاری کرتے ہوئے جواب طلب کر لیا ہے اور آئندہ سماعت پر تفصیلی رپورٹ پیش کرنے کی ہدایت کی ہے۔ 2025 اپریل 12 کو ہونے والی سماعت میں فریقین کے وکلا نے دلائل دیے۔ شہر کے مختلف علاقوں میں بجلی اور پانی کی فراہمی کا مسئلہ برقرار ہے۔ حکام کا کہنا ہے کہ جلد صورتحال بہتر ہو جائے گی۔ کراچی میں شہریوں کو درپیش مسائل کے حوالے سے عدالت نے متعلقہ اداروں کو نوٹس جاری کرتے ہوئے جواب طلب کر لیا ہے اور آئندہ سماعت پر تفصیلی رپورٹ پیش کرنے کی ہدایت کی ہے۔ 2025 اپریل 12 کو ہونے والی سماعت میں فریقین کے وکلا نے دلائل دیے۔ شہر کے مختلف علاقوں میں بجلی اور پانی کی فراہمی کا مسئلہ برقرار ہے۔ حکام کا کہنا ہے کہ جلد صورتحال بہتر ہو جائے گی۔ کراچی میں شہریوں کو درپیش مسائل کے حوالے سے عدالت نے متعلقہ اداروں کو نوٹس جاری کرتے ہوئے جواب طلب کر لیا ہے اور آئندہ سماعت پر تفصیلی رپورٹ پیش کرنے کی ہدایت کی ہے۔ 2025 اپریل 12 کو ہونے والی سماعت میں فریقین کے وکلا نے دلائل دیے۔ شہر کے مختلف علاقوں میں بجلی اور پانی کی فراہمی کا مسئلہ برقرار ہے۔ حکام کا کہنا ہے کہ جلد صورتحال بہتر ہو جائے گی۔ کراچی میں شہریوں کو درپیش مسائل کے حوالے سے عدالت نے متعلقہ اداروں کو نوٹس جاری کرتے ہوئے جواب طلب کر لیا ہے اور آئندہ سماعت پر تفصیلی رپورٹ پیش کرنے کی ہدایت کی ہے۔ 2025 اپریل 12 کو ہونے والی سماعت میں فریقین کے وکلا نے دلائل دیے۔ شہر کے مختلف علاقوں میں بجلی اور پانی کی فراہمی کا مسئلہ برقرار ہے۔ حکام کا کہنا ہے کہ جلد صورتحال بہتر ہو جائے گی۔ کراچی میں شہریوں کو درپیش مسائل کے حوالے سے عدالت نے متعلقہ اداروں کو نوٹس جاری کرتے ہوئے جواب طلب کر لیا ہے اور آئندہ سماعت پر تفصیلی رپورٹ پیش کرنے کی ہدایت کی ہے۔ 2025 اپریل 12 کو ہونے والی سماعت میں فریقین کے وکلا نے دلائل دیے۔ شہر کے مختلف علاقوں میں بجلی اور پانی کی فراہمی کا مسئلہ برقرار ہے۔ حکام کا کہنا ہے کہ جلد صورتحال بہتر ہو جائے گی۔ کراچی میں شہریوں کو درپیش مسائل کے حوالے سے عدالت نے متعلقہ اداروں کو نوٹس جاری کرتے ہوئے جواب طلب کر لیا ہے اور آئندہ سماعت پر تفصیلی رپورٹ پیش کرنے کی ہدایت کی ہے۔ 2025 اپریل 12 کو ہونے والی سماعت میں فریقین کے وکلا نے دلائل دیے۔ شہر کے مختلف علاقوں میں بجلی اور پانی کی فراہمی کا مسئلہ برقرار ہے۔ حکام کا کہنا ہے کہ جلد صورتحال بہتر ہو جائے گی۔ کراچی میں شہریوں کو درپیش مسائل کے حوالے سے عدالت نے متعلقہ اداروں کو نوٹس جاری کرتے ہوئے جواب طلب کر لیا ہے اور آئندہ سماعت پر تفصیلی رپورٹ پیش کرنے کی ہدایت کی ہے۔ 2025 اپریل 12 کو ہونے والی سماعت میں فریقین کے وکلا نے دلائل دیے۔ شہر کے مختلف علاقوں میں بجلی اور پانی کی فراہمی کا مسئلہ برقرار ہے۔ حکام کا کہنا ہے کہ جلد صورتحال بہتر ہو جائے گی۔ کراچی میں شہریوں کو درپیش مسائل کے حوالے سے عدالت نے متعلقہ اداروں کو نوٹس جاری کرتے ہوئے جواب طلب کر لیا ہے اور آئندہ سماعت پر تفصیلی رپورٹ پیش کرنے کی ہدایت کی ہے۔ 2025 اپریل 12 کو ہونے والی سماعت میں فریقین کے وکلا نے دلائل دیے۔ شہر کے مختلف علاقوں میں بجلی اور پانی کی فراہمی کا مسئلہ برقرار ہے۔ حکام کا کہنا ہے کہ جلد صورتحال بہتر ہو جائے گی۔ کراچی میں شہریوں کو درپیش مسائل کے حوالے سے عدالت نے متعلقہ اداروں کو نوٹس جاری کرتے ہوئے جواب طلب کر لیا ہے اور آئندہ سماعت پر تفصیلی رپورٹ پیش کرنے کی ہدایت کی ہے۔ 2025 اپریل 12 کو ہونے والی سماعت میں فریقین کے وکلا نے دلائل دیے۔ شہر کے مختلف علاقوں میں بجلی اور پانی کی فراہمی کا مسئلہ برقرار ہے۔ حکام کا کہنا ہے کہ جلد صورتحال بہتر ہو جائے گی۔ کراچی میں شہریوں کو درپیش مسائل کے حوالے سے عدالت نے متعلقہ اداروں کو نوٹس جاری کرتے ہوئے جواب طلب کر لیا ہے اور آئندہ سماعت پر تفصیلی رپورٹ پیش کرنے کی ہدایت کی ہے۔ 2025 اپریل 12 کو ہونے والی سماعت میں فریقین کے وکلا نے دلائل دیے۔ شہر کے مختلف علاقوں میں بجلی اور پانی کی فراہمی کا مسئلہ برقرار ہے۔ حکام کا کہنا ہے کہ جلد صورتحال بہتر ہو جائے گی۔ کراچی میں شہریوں کو درپیش مسائل کے حوالے سے عدالت نے متعلقہ اداروں کو نوٹس جاری کرتے ہوئے جواب طلب کر لیا ہے اور آئندہ سماعت پر تفصیلی رپورٹ پیش کرنے کی ہدایت کی ہے۔ 2025 اپریل 12 کو ہونے والی سماعت میں فریقین کے وکلا نے دلائل دیے۔ شہر کے مختلف علاقوں میں بجلی اور پانی کی فراہمی کا مسئلہ برقرار ہے۔ حکام کا کہنا ہے کہ جلد صورتحال بہتر ہو جائے گی۔ کراچی میں شہریوں کو درپیش مسائل کے حوالے سے عدالت نے متعلقہ اداروں کو نوٹس جاری کرتے ہوئے جواب طلب کر لیا ہے اور آئندہ سماعت پر تفصیلی رپورٹ پیش کرنے کی ہدایت کی ہے۔ 2025 اپریل 12 کو ہونے والی سماعت میں فریقین کے وکلا نے دلائل دیے۔ شہر کے مختلف علاقوں میں بجلی اور پانی کی فراہمی کا مسئلہ برقرار ہے۔ حکام کا کہنا ہے کہ جلد صورتحال بہتر ہو جائے گی۔ کراچی میں شہریوں کو درپیش مسائل کے حوالے سے عدالت نے متعلقہ اداروں کو نوٹس جاری کرتے ہوئے جواب طلب کر لیا ہے اور آئندہ سماعت پر تفصیلی رپورٹ پیش کرنے کی ہدایت کی ہے۔ 2025 اپریل 12 کو ہونے والی سماعت میں فریقین کے وکلا نے دلائل دیے۔ شہر کے مختلف علاقوں میں بجلی اور پانی کی فراہمی کا مسئلہ برقرار ہے۔ حکام کا کہنا ہے کہ جلد صورتحال بہتر ہو جائے گی۔ کراچی میں شہریوں کو درپیش مسائل کے حوالے سے عدالت نے متعلقہ اداروں کو نوٹس جاری کرتے ہوئے جواب طلب کر لیا ہے اور آئندہ سماعت پر تفصیلی رپورٹ پیش کرنے کی ہدایت کی ہے۔ 2025 اپریل 12 کو ہونے والی سماعت میں فریقین کے وکلا نے دلائل دیے۔ شہر کے مختلف علاقوں میں بجلی اور پانی کی فراہمی کا مسئلہ برقرار ہے۔ حکام کا کہنا ہے کہ جلد صورتحال بہتر ہو جائے گی۔ کراچی میں شہریوں کو درپیش مسائل کے حوالے سے عدالت نے متعلقہ اداروں کو نوٹس جاری کرتے ہوئے جواب طلب کر لیا ہے اور آئندہ سماعت پر تفصیلی رپورٹ پیش کرنے کی ہدایت کی ہے۔ 2025 اپریل 12 کو ہونے والی سماعت میں فریقین کے وکلا نے دلائل دیے۔ شہر کے مختلف علاقوں میں بجلی اور پانی کی فراہمی کا مسئلہ برقرار ہے۔ حکام کا کہنا ہے کہ جلد صورتحال بہتر ہو جائے گی۔ کراچی میں شہریوں کو درپیش مسائل کے حوالے سے عدالت نے متعلقہ اداروں کو نوٹس جاری کرتے ہوئے جواب طلب کر لیا ہے اور آئندہ سماعت پر تفصیلی رپورٹ پیش کرنے کی ہدایت کی ہے۔ 2025 اپریل 12 کو ہونے والی سماعت میں فریقین کے وکلا نے دلائل دیے۔ شہر کے مختلف علاقوں میں بجلی اور پانی کی فراہمی کا مسئلہ برقرار ہے۔ حکام کا کہنا ہے کہ جلد صورتحال بہتر ہو جائے گی۔ کراچی میں شہریوں کو درپیش مسائل کے حوالے سے عدالت نے متعلقہ اداروں کو نوٹس جاری کرتے ہوئے جواب طلب کر لیا ہے اور آئندہ سماعت پر تفصیلی رپورٹ پیش کرنے کی ہدایت کی ہے۔ 2025 اپریل 12 کو ہونے والی سماعت میں فریقین کے وکلا نے دلائل دیے۔ شہر کے مختلف علاقوں میں بجلی اور پانی کی فراہمی کا مسئلہ برقرار ہے۔ حکام کا کہنا ہے کہ جلد صورتحال بہتر ہو جائے گی۔ کراچی میں شہریوں کو درپیش مسائل کے حوالے سے عدالت نے متعلقہ اداروں کو نوٹس جاری کرتے ہوئے جواب طلب کر لیا ہے اور آئندہ سماعت پر تفصیلی رپورٹ پیش کرنے کی ہدایت کی ہے۔ 2025 اپریل 12 کو ہونے والی سماعت میں فریقین کے وکلا نے دلائل دیے۔ شہر کے مختلف علاقوں میں بجلی اور پانی کی فراہمی کا مسئلہ برقرار ہے۔ حکام کا کہنا ہے کہ جلد صورتحال بہتر ہ (126, 185, 243, 1756)
article-25-text: کراچی میں شہریوں کو درپیش مسائل کے حوالے سے عدالت نے متعلقہ اداروں کو نوٹس جاری کرتے ہوئے جواب طلب کر لیا ہے اور آئندہ سماعت پر تفصیلی رپورٹ پیش کرنے کی ہدایت کی ہے۔ 2025 اپریل 12 کو ہونے والی سماعت میں فریقین کے وکلا نے دلائل دیے۔ شہر کے مختلف علاقوں میں بجلی اور پانی کی فراہمی کا مسئلہ برقرار ہے۔ حکام کا کہنا ہے کہ جلد صورتحال بہتر ہو جائے گی۔ کراچی میں شہریوں کو درپیش مسائل کے حوالے سے عدالت نے متعلقہ اداروں کو نوٹس جاری کرتے ہوئے جواب طلب کر لیا ہے اور آئندہ سماعت پر تفصیلی رپورٹ پیش کرنے کی ہدایت کی ہے۔ 2025 اپریل 12 کو ہونے والی سماعت میں فریقین کے وکلا نے دلائل دیے۔ شہر کے مختلف علاقوں میں بجلی اور پانی کی فراہمی کا مسئلہ برقرار ہے۔ حکام کا کہنا ہے کہ جلد صورتحال بہتر ہو جائے گی۔ کراچی میں شہریوں کو درپیش مسائل کے حوالے سے عدالت نے متعلقہ اداروں کو نوٹس جاری کرتے ہوئے جواب طلب کر لیا ہے اور آئندہ سماعت پر تفصیلی رپورٹ پیش کرنے کی ہدایت کی ہے۔ 2025 اپریل 12 کو ہونے والی سماعت میں فریقین کے وکلا نے دلائل دیے۔ شہر کے مختلف علاقوں میں بجلی اور پانی کی فراہمی کا مسئلہ برقرار ہے۔ حکام کا کہنا ہے کہ جلد صورتحال بہتر ہو جائے گی۔ کراچی میں شہریوں کو درپیش مسائل کے حوالے سے عدالت نے متعلقہ اداروں کو نوٹس جاری کرتے ہوئے جواب طلب کر لیا ہے اور آئندہ سماعت پر تفصیلی رپورٹ پیش کرنے کی ہدایت کی ہے۔ 2025 اپریل 12 (361, 1496, 479, 1756)
article-9-text: کراچی میں شہریوں کو درپیش مسائل کے حوالے سے عدالت نے متعلقہ اداروں کو نوٹس جاری کرتے ہوئے جواب طلب کر لیا ہے اور آئندہ سماعت پر تفصیلی رپورٹ پیش کرنے کی ہدایت کی ہے۔ 2025 اپریل 12 کو ہونے والی سماعت میں فریقین کے وکلا نے دلائل دیے۔ شہر کے مختلف علاقوں میں بجلی اور پانی کی فراہمی کا مسئلہ برقرار ہے۔ حکام کا کہنا ہے کہ جلد صورتحال بہتر ہو جائے گی۔ کراچی میں شہریوں کو درپیش مسائل کے حوالے سے عدالت نے متعلقہ اداروں کو نوٹس جاری کرتے ہوئے جواب طلب کر لیا ہے اور آئندہ سماعت پر تفصیلی رپورٹ پیش کرنے کی ہدایت کی ہے۔ 2025 اپریل 12 کو ہونے والی سماعت میں فریقین کے وکلا نے دلائل دیے۔ شہر کے مختلف علاقوں میں بجلی اور پانی کی فراہمی کا مسئلہ برقرار ہے۔ حکام کا کہنا ہے کہ جلد صورتحال بہتر ہو جائے گی۔ کراچی میں شہریوں کو درپیش مسائل کے حوالے سے عدالت نے متعلقہ اداروں کو نوٹس جاری کرتے ہوئے جواب طلب کر لیا ہے اور آئندہ سماعت پر تفصیلی ر (604, 39, 722, 215)
section-header-20: خبر 20 معیشت (360, 559, 480, 574)
section-header-1: خبر 1 پاکستان سے (842, 21, 959, 36)
section-header-4: خبر 4 شہر کی خبر (727, 357, 838, 372)
gavel-icon (147, 167, 167, 177)
newspaper-page (0, 18, 960, 1768)
section-header-19: خبر 19 دنیا (360, 479, 480, 494)
article-20-text: کراچی میں شہریوں کو درپیش مسائل کے حوالے سے عدالت نے متعلقہ اداروں کو نوٹس جاری کرتے ہوئے جواب طلب کر لیا ہے اور آئندہ سماعت پر تفصیلی رپورٹ پیش کرنے کی ہدایت کی ہے۔ 2025 اپریل 12 کو ہونے والی س (361, 576, 479, 618)
section-header-11: خبر 11 تعلیم (603, 609, 723, 624)
short-ads-phone: 021-35655270,71,72 (137, 123, 231, 153)
article-14-text: کراچی میں شہریوں کو درپیش مسائل کے حوالے سے عدالت نے متعلقہ اداروں کو نوٹس جاری کرتے ہوئے جواب طلب کر لیا ہے اور آئندہ سماعت پر تفصیلی رپورٹ پیش کرنے کی ہدایت کی ہے۔ 2025 اپریل 12 کو ہونے والی سماعت میں فریقین کے وکلا نے دلائل دیے۔ شہر کے مختلف علاقوں میں بجلی اور پانی کی فراہمی کا مسئلہ برقرار ہے۔ حکام کا کہنا ہے کہ جلد صورتحال بہتر ہو جائے گی۔ کراچی میں شہریوں کو درپیش مسائل کے حوالے سے عدالت نے متعلقہ اداروں کو نوٹس جاری کرتے ہوئے جواب طلب کر لیا ہے اور آئندہ سماعت پر تفصیلی رپورٹ پیش کرنے کی ہدایت کی ہے۔ 2025 اپریل 12 کو ہونے والی سماعت میں فریقین کے وکلا نے دلائل دیے۔ شہر کے مختلف علاقوں میں بجلی اور پانی کی فراہمی کا مسئلہ برقرار ہے۔ حکام کا کہنا ہے کہ جلد صورتحال بہتر ہو جائے گی۔ کراچی میں شہریوں کو درپیش مسائل کے حوالے سے عدالت نے متعلقہ اداروں کو نوٹس جاری کرتے ہوئے جواب طلب کر لیا ہے اور آئندہ سماعت پر تفصیلی رپورٹ پیش کرنے کی ہدایت کی ہے۔ 2025 اپریل 12 کو ہونے والی سماعت میں فریقین کے وکلا نے دلائل دیے۔ شہر کے مختلف علاقوں میں بجلی اور پانی کی فراہمی کا مسئلہ برقرار ہے۔ حکام کا کہنا ہے کہ جلد صورتحال بہتر ہو جائے گی۔ کراچی میں شہریوں کو درپیش مسائل کے حوالے سے عدالت نے متعلقہ اداروں کو نوٹس جاری کرتے ہوئے جواب طلب کر لیا ہے اور آئندہ سماعت پر تفصیلی رپورٹ پیش کرنے کی ہدایت کی ہے۔ 2025 اپریل 12 کو ہونے والی سماعت میں فریقین کے وکلا نے دلائل دیے۔ شہر کے مختل (485, 559, 599, 845)
news-column-g (724, 18, 840, 1768)
court-notice-header-3: کورٹ نوٹس (253, 21, 350, 41)
short-ads-rate: صرف ۱۰۰ روپے فی سطر (133, 77, 235, 101)
masthead (0, 0, 960, 17)
news-column-h (839, 18, 960, 1768)
section-header-15: خبر 15 تجارت (484, 848, 599, 863)
court-notices-text: کراچی میں شہریوں کو درپیش مسائل کے حوالے سے عدالت نے متعلقہ اداروں کو نوٹس جاری کرتے ہوئے جواب طلب کر لیا ہے اور آئندہ سماعت پر تفصیلی رپورٹ پیش کرنے کی ہدایت کی ہے۔ 2025 اپریل 12 کو ہونے والی سماعت میں فریقین کے وکلا نے دلائل دیے۔ شہر کے مختلف علاقوں میں بجلی اور پانی کی فراہمی کا مسئلہ برقرار ہے۔ حکام کا کہنا ہے کہ جلد صورتحال بہتر ہو جائے گی۔ کراچی میں شہریوں کو درپیش مسائل کے حوالے سے عدالت نے متعلقہ اداروں کو نوٹس جاری کرتے ہوئے جواب طلب کر لیا ہے اور آئندہ سماعت پر تفصیلی رپورٹ پیش کرنے کی ہدایت کی ہے۔ 2025 اپریل 12 کو ہونے والی سماعت میں فریقین کے وکلا نے دلائل دیے۔ شہر کے مختلف علاقوں میں بجلی اور پانی کی فراہمی کا مسئلہ برقرار ہے۔ حکام کا کہنا ہے کہ جلد صورتحال بہتر ہو جائے گی۔ کراچی میں شہریوں کو درپیش مسائل کے حوالے سے عدالت نے متعلقہ اداروں کو نوٹس جاری کرتے ہوئے جواب طلب کر لیا ہے اور آئندہ سماعت پر تفصیلی رپورٹ پیش کرنے کی ہدایت کی ہے۔ 2025 اپریل 12 کو ہونے والی سماعت میں فریقین کے وکلا نے دلائل دیے۔ شہر کے مختلف علاقوں میں بجلی اور پانی کی فراہمی کا مسئلہ برقرار ہے۔ حکام کا کہنا ہے کہ جلد صورتحال بہتر ہو جائے گی۔ کراچی میں شہریوں کو درپیش مسائل کے حوالے سے عدالت نے متعلقہ اداروں کو نوٹس جاری کرتے ہوئے جواب طلب کر لیا ہے اور آئندہ سماعت پر تفصیلی رپورٹ پیش کرنے کی ہدایت کی ہے۔ 2025 اپریل 12 کو ہونے والی سماعت میں فریقین کے وکلا نے دلائل دیے۔ شہر کے مختلف علاقوں میں بجلی اور پانی کی فراہمی کا مسئلہ برقرار ہے۔ حکام کا کہنا ہے کہ جلد صورتحال بہتر ہو جائے گی۔ کراچی میں شہریوں کو درپیش مسائل کے حوالے سے عدالت نے متعلقہ اداروں کو نوٹس جاری کرتے ہوئے جواب طلب کر لیا ہے اور آئندہ سماعت پر تفصیلی رپورٹ پیش کرنے کی ہدایت کی ہے۔ 2025 اپریل 12 کو ہونے والی سماعت میں فریقین کے وکلا نے دلائل دیے۔ شہر کے مختلف علاقوں میں بجلی اور پانی کی فراہمی کا مسئلہ برقرار ہے۔ حکام کا کہنا ہے کہ جلد صورتحال بہتر ہو جائے گی۔ کراچی میں شہریوں کو درپیش مسائل کے حوالے سے عدالت نے متعلقہ اداروں کو نوٹس جاری کرتے ہوئے جواب طلب کر لیا ہے اور آئندہ سماعت پر تفصیلی رپورٹ پیش کرنے کی ہدایت کی ہے۔ 2025 اپریل 12 کو ہونے والی سماعت میں فریقین کے وکلا نے دلائل دیے۔ شہر کے مختلف علاقوں میں بجلی اور پانی کی فراہمی کا مسئلہ برقرار ہے۔ حکام کا کہنا ہے کہ جلد صورتحال بہتر ہو جائے گی۔ کراچی میں شہریوں کو درپیش مسائل کے حوالے سے عدالت نے متعلقہ اداروں کو نوٹس جاری کرتے ہوئے جواب طلب کر لیا ہے اور آئندہ سماعت پر تفصیلی رپورٹ پیش کرنے کی ہدایت کی ہے۔ 2025 اپریل 12 کو ہونے والی سماعت میں فریقین کے وکلا نے دلائل دیے۔ شہر کے مختلف علاقوں میں بجلی اور پانی کی فراہمی کا مسئلہ برقرار ہے۔ حکام کا کہنا ہے کہ جلد صورتحال بہتر ہو جائے گی۔ کراچی میں شہریوں کو درپیش مسائل کے حوالے سے عدالت نے متعلقہ اداروں کو نوٹس جاری کرتے ہوئے جواب طلب کر لیا ہے اور آئندہ سماعت پر تفصیلی رپورٹ پیش کرنے کی ہدایت کی ہے۔ 2025 اپریل 12 کو ہونے والی سماعت میں فریقین کے وکلا نے دلائل دیے۔ شہر کے مختلف علاقوں میں بجلی اور پانی کی فراہمی کا مسئلہ برقرار ہے۔ حکام کا کہنا ہے کہ جلد صورتحال بہتر ہو جائے گی۔ کراچی میں شہریوں کو درپیش مسائل کے حوالے سے عدالت نے متعلقہ اداروں کو نوٹس جاری کرتے ہوئے جواب طلب کر لیا ہے اور آئندہ سماعت پر تفصیلی رپورٹ پیش کرنے کی ہدایت کی ہے۔ 2025 اپریل 12 کو ہونے والی سماعت میں فریقین کے وکلا نے دلائل دیے۔ شہر کے مختلف علاقوں میں بجلی اور پانی کی فراہمی کا مسئلہ برقرار ہے۔ حکام کا کہنا ہے کہ جلد صورتحال بہتر ہو جائے گی۔ کراچی میں شہریوں کو درپیش مسائل کے حوالے سے عدالت نے متعلقہ اداروں کو نوٹس جاری کرتے ہوئے جواب طلب کر لیا ہے اور آئندہ سماعت پر تفصیلی رپورٹ پیش کرنے کی ہدایت کی ہے۔ 2025 اپریل 12 کو ہونے والی سماعت میں فریقین کے وکلا نے دلائل دیے۔ شہر کے مختلف علاقوں میں بجلی اور پانی کی فراہمی کا مسئلہ برقرار ہے۔ حکام کا کہنا ہے کہ جلد صورتحال بہتر ہو جائے گی۔ کراچی میں شہریوں کو درپیش مسائل کے حوالے سے عدالت نے متعلقہ اداروں کو نوٹس جاری کرتے ہوئے جواب طلب کر لیا ہے اور آئندہ سماعت پر تفصیلی رپورٹ پیش کرنے کی ہدایت کی ہے۔ 2025 اپریل 12 کو ہونے والی سماعت میں فریقین کے وکلا نے دلائل دیے۔ شہر کے مختلف علاقوں میں بجلی اور پانی کی فراہمی کا مسئلہ برقرار ہے۔ حکام کا کہنا ہے کہ جلد صورتحال بہتر ہو جائے گی۔ کراچی میں شہریوں کو درپیش مسائل کے حوالے سے عدالت نے متعلقہ اداروں کو نوٹس جاری کرتے ہوئے جواب طلب کر لیا ہے اور آئندہ سماعت پر تفصیلی رپورٹ پیش کرنے کی ہدایت کی ہے۔ 2025 اپریل 12 کو ہونے والی سماعت میں فریقین کے وکلا نے دلائل دیے۔ شہر کے مختلف علاقوں میں بجلی اور پانی کی فراہمی کا مسئلہ برقرار ہے۔ حکام کا کہنا ہے کہ جلد صورتحال بہتر ہو جائے گی۔ کراچی میں شہریوں کو درپیش مسائل کے حوالے سے عدالت نے متعلقہ اداروں کو نوٹس جاری کرتے ہوئے جواب طلب کر لیا ہے اور آئندہ سماعت پر تفصیلی رپورٹ پیش کرنے کی ہدایت کی ہے۔ 2025 اپریل 12 کو ہونے والی سماعت میں فریقین کے وکلا نے دلائل دیے۔ شہر کے مختلف علاقوں میں بجلی اور پانی کی فراہمی کا مسئلہ برقرار ہے۔ حکام کا کہنا ہے کہ جلد صورتحال بہتر ہو جائے گی۔ کراچی میں شہریوں کو درپیش مسائل کے حوالے سے عدالت نے متعلقہ اداروں کو نوٹس جاری کرتے ہوئے جواب طلب کر لیا ہے اور آئندہ سماعت پر تفصیلی رپورٹ پیش کرنے کی ہدایت کی ہے۔ 2025 اپریل 12 کو ہونے والی سماعت میں فریقین کے وکلا نے دلائل دیے۔ شہر کے مختلف علاقوں میں بجلی اور پانی کی فراہمی کا مسئلہ برقرار ہے۔ حکام کا کہنا ہے کہ جلد صورتحال بہتر ہو جائے گی۔ کراچی میں شہریوں کو درپیش مسائل کے حوالے سے عدالت نے متعلقہ اداروں کو نوٹس جاری کرتے ہوئے جواب طلب کر لیا ہے اور آئندہ سماعت پر تفصیلی رپورٹ پیش کرنے کی ہدایت کی ہے۔ 2025 اپریل 12 کو ہونے والی سماعت میں فریقین کے وکلا نے دلائل دیے۔ شہر کے مختلف علاقوں میں بجلی اور پانی کی فراہمی کا مسئلہ برقرار ہے۔ حکام کا کہنا ہے کہ جلد صورتحال بہتر ہو جائے گی۔ کراچی میں شہریوں کو درپیش مسائل کے حوالے سے عدالت نے متعلقہ اداروں کو نوٹس جاری کرتے ہوئے جواب طلب کر لیا ہے اور آئندہ سماعت پر تفصیلی رپورٹ پیش کرنے کی ہدایت کی ہے۔ 2025 اپریل 12 کو ہونے والی سماعت میں فریقین کے وکلا نے دلائل دیے۔ شہر کے مختلف علاقوں میں بجلی اور پانی کی فراہمی کا مسئلہ برقرار ہے۔ حکام کا کہنا ہے کہ جلد صورتحال بہتر ہو جائے گی۔ کراچی میں شہریوں کو درپیش مسائل کے حوالے سے عدالت نے متعلقہ اداروں کو نوٹس جاری کرتے ہوئے جواب طلب کر لیا ہے اور آئندہ سماعت پر تفصیلی رپورٹ پیش کرنے کی ہدایت کی ہے۔ 2025 اپریل 12 کو ہونے والی سماعت میں فریقین کے وکلا نے دلائل دیے۔ شہر کے مختلف علاقوں میں بجلی اور پانی کی فراہمی کا مسئلہ برقرار ہے۔ حکام کا کہنا ہے کہ جلد صورتحال بہتر ہو جائے گی۔ کراچی میں شہریوں کو درپیش مسائل کے حوالے سے عدالت نے متعلقہ اداروں کو نوٹس جاری کرتے ہوئے جواب طلب کر لیا ہے اور آئندہ سماعت پر تفصیلی رپورٹ پیش کرنے کی ہدایت کی ہے۔ 2025 اپریل 12 کو ہونے والی سماعت میں فریقین کے وکلا نے دلائل دیے۔ شہر کے مختلف علاقوں میں بجلی اور پانی کی فراہمی کا مسئلہ برقرار ہے۔ حکام کا کہنا ہے کہ جلد صورتحال بہتر ہو جائے گی۔ کراچی میں شہریوں کو درپیش مسائل کے حوالے سے عدالت نے متعلقہ اداروں کو نوٹس جاری کرتے ہوئے جواب طلب کر لیا ہے اور آئندہ سماعت پر تفصیلی رپورٹ پیش کرنے کی ہدایت کی ہے۔ 2025 اپریل 12 کو ہونے والی سماعت میں فریقین کے وکلا نے دلائل دیے۔ شہر کے مختلف علاقوں میں بجلی اور پانی کی فراہمی کا مسئلہ برقرار ہے۔ حکام کا کہنا ہے کہ جلد صورتحال بہتر ہو جائے گی۔ کراچی میں شہریوں کو درپیش مسائل کے حوالے سے عدالت نے متعلقہ اداروں کو نوٹس جاری کرتے ہوئے جواب طلب کر لیا ہے اور آئندہ سماعت پر تفصیلی رپورٹ پیش کرنے کی ہدایت کی ہے۔ 2025 اپریل 12 کو ہونے والی سماعت میں فریقین کے وکلا نے دلائل دیے۔ شہر کے مختلف علاقوں میں بجلی اور پانی کی فراہمی کا مسئلہ برقرار ہے۔ حکام کا کہنا ہے کہ جلد صورتحال بہتر ہو جائے گی۔ کراچی میں شہریوں کو درپیش مسائل کے حوالے سے عدالت نے متعلقہ اداروں کو نوٹس جاری کرتے ہوئے جواب طلب کر لیا ہے اور آئندہ سماعت پر تفصیلی رپورٹ پیش کرنے کی ہدایت کی ہے۔ 2025 اپریل 12 کو ہونے والی سماعت میں فریقین کے وکلا نے دلائل دیے۔ شہر کے مختلف علاقوں میں بجلی اور پانی کی فراہمی کا مسئلہ برقرار ہے۔ حکام کا کہنا ہے کہ جلد صورتحال بہتر ہو جائے گی۔ کراچی میں شہریوں کو درپیش مسائل کے حوالے سے عدالت نے متعلقہ اداروں کو نوٹس جاری کرتے ہوئے جواب طلب کر لیا ہے اور آئندہ سماعت پر تفصیلی رپورٹ پیش کرنے کی ہدایت کی ہے۔ 2025 اپریل 12 کو ہونے والی سماعت میں فریقین کے وکلا نے دلائل دیے۔ شہر کے مختلف علاقوں میں بجلی اور پانی کی فراہمی کا مسئلہ برقرار ہے۔ حکام کا کہنا ہے کہ جلد صورتحال بہتر ہو جائے گی۔ کراچی میں شہریوں کو درپیش مسائل کے حوالے سے عدالت نے متعلقہ اداروں کو نوٹس جاری کرتے ہوئے جواب طلب کر لیا ہے اور آئندہ سماعت پر تفصیلی رپورٹ پیش کرنے کی ہدایت کی ہے۔ 2025 اپریل 12 کو ہونے والی سماعت میں فریقین کے وکلا نے دلائل دیے۔ شہر کے مختلف علاقوں میں بجلی اور پانی کی فراہمی کا مسئلہ برقرار ہے۔ حکام (3, 44, 120, 1758)
gavel-icon (24, 26, 44, 36)
section-header-16: خبر 16 صحت (484, 1197, 599, 1212)
